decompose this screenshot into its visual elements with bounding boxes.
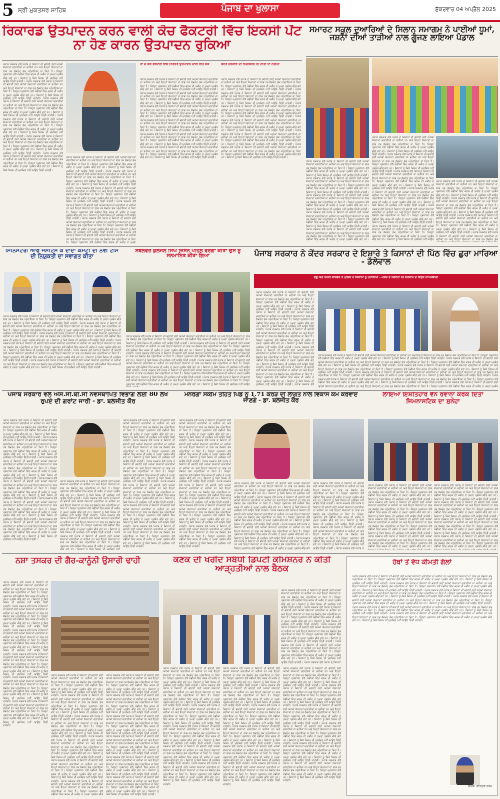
divider [2,246,498,247]
paper-name: ਸ੍ਰੀ ਮੁਕਤਸਰ ਸਾਹਿਬ [18,7,67,14]
body-text: ਪੰਜਾਬ ਸਰਕਾਰ ਵੱਲੋਂ ਪੰਜਾਬ ਦੇ ਕਿਸਾਨਾਂ ਦੀ ਭਲਾਈ ਲਈ ਅਨੇਕਾਂ ਯੋਜਨਾਵਾਂ ਚਲਾਈਆਂ ਜਾ ਰਹੀਆਂ ਹਨ ਅਤੇ ਇਨ੍ਹਾਂ ਯੋਜਨਾਵਾਂ ਦਾ ਲਾਭ ਹਰ ਲੋੜਵੰਦ ਤੱਕ ਪਹੁੰਚਾਇਆ ਜਾ ਰਿਹਾ ਹੈ। ਜ਼ਿਲ੍ਹਾ ਪ੍ਰਸ਼ਾਸਨ ਵੱਲੋਂ ਮੰਡੀਆਂ ਵਿੱਚ ਕਣਕ ਦੀ ਖਰੀਦ ਦੇ ਪੁਖਤਾ ਪ੍ਰਬੰਧ ਕੀਤੇ ਗਏ ਹਨ। ਕਿਸਾਨਾਂ ਨੂੰ ਕਿਸੇ ਕਿਸਮ ਦੀ ਮੁਸ਼ਕਿਲ ਨਹੀਂ ਆਉਣ ਦਿੱਤੀ ਜਾਵੇਗੀ। ਪੰਜਾਬ ਸਰਕਾਰ ਵੱਲੋਂ ਪੰਜਾਬ ਦੇ ਕਿਸਾਨਾਂ ਦੀ ਭਲਾਈ ਲਈ ਅਨੇਕਾਂ ਯੋਜਨਾਵਾਂ ਚਲਾਈਆਂ ਜਾ ਰਹੀਆਂ ਹਨ ਅਤੇ ਇਨ੍ਹਾਂ ਯੋਜਨਾਵਾਂ ਦਾ ਲਾਭ ਹਰ ਲੋੜਵੰਦ ਤੱਕ ਪਹੁੰਚਾਇਆ ਜਾ ਰਿਹਾ ਹੈ। ਜ਼ਿਲ੍ਹਾ ਪ੍ਰਸ਼ਾਸਨ ਵੱਲੋਂ ਮੰਡੀਆਂ ਵਿੱਚ ਕਣਕ ਦੀ ਖਰੀਦ ਦੇ ਪੁਖਤਾ ਪ੍ਰਬੰਧ ਕੀਤੇ ਗਏ ਹਨ। ਕਿਸਾਨਾਂ ਨੂੰ ਕਿਸੇ ਕਿਸਮ ਦੀ ਮੁਸ਼ਕਿਲ ਨਹੀਂ ਆਉਣ ਦਿੱਤੀ ਜਾਵੇਗੀ। ਪੰਜਾਬ ਸਰਕਾਰ ਵੱਲੋਂ ਪੰਜਾਬ ਦੇ ਕਿਸਾਨਾਂ ਦੀ ਭਲਾਈ ਲਈ ਅਨੇਕਾਂ ਯੋਜਨਾਵਾਂ ਚਲਾਈਆਂ ਜਾ ਰਹੀਆਂ ਹਨ ਅਤੇ ਇਨ੍ਹਾਂ ਯੋਜਨਾਵਾਂ ਦਾ ਲਾਭ ਹਰ ਲੋੜਵੰਦ ਤੱਕ ਪਹੁੰਚਾਇਆ ਜਾ ਰਿਹਾ ਹੈ। ਜ਼ਿਲ੍ਹਾ ਪ੍ਰਸ਼ਾਸਨ ਵੱਲੋਂ ਮੰਡੀਆਂ ਵਿੱਚ ਕਣਕ ਦੀ ਖਰੀਦ ਦੇ ਪੁਖਤਾ ਪ੍ਰਬੰਧ ਕੀਤੇ ਗਏ ਹਨ। ਕਿਸਾਨਾਂ ਨੂੰ ਕਿਸੇ ਕਿਸਮ ਦੀ ਮੁਸ਼ਕਿਲ ਨਹੀਂ ਆਉਣ ਦਿੱਤੀ ਜਾਵੇਗੀ। ਪੰਜਾਬ ਸਰਕਾਰ ਵੱਲੋਂ ਪੰਜਾਬ ਦੇ ਕਿਸਾਨਾਂ ਦੀ ਭਲਾਈ ਲਈ ਅਨੇਕਾਂ ਯੋਜਨਾਵਾਂ ਚਲਾਈਆਂ ਜਾ ਰਹੀਆਂ ਹਨ ਅਤੇ ਇਨ੍ਹਾਂ ਯੋਜਨਾਵਾਂ ਦਾ ਲਾਭ ਹਰ ਲੋੜਵੰਦ ਤੱਕ [436,180,498,241]
group-photo [436,136,498,178]
poem-text: ਪੰਜਾਬ ਸਰਕਾਰ ਵੱਲੋਂ ਪੰਜਾਬ ਦੇ ਕਿਸਾਨਾਂ ਦੀ ਭਲਾਈ ਲਈ ਅਨੇਕਾਂ ਯੋਜਨਾਵਾਂ ਚਲਾਈਆਂ ਜਾ ਰਹੀਆਂ ਹਨ ਅਤੇ ਇਨ੍ਹਾਂ ਯੋਜਨਾਵਾਂ ਦਾ ਲਾਭ ਹਰ ਲੋੜਵੰਦ ਤੱਕ ਪਹੁੰਚਾਇਆ ਜਾ ਰਿਹਾ ਹੈ। ਜ਼ਿਲ੍ਹਾ ਪ੍ਰਸ਼ਾਸਨ ਵੱਲੋਂ ਮੰਡੀਆਂ ਵਿੱਚ ਕਣਕ ਦੀ ਖਰੀਦ ਦੇ ਪੁਖਤਾ ਪ੍ਰਬੰਧ ਕੀਤੇ ਗਏ ਹਨ। ਕਿਸਾਨਾਂ ਨੂੰ ਕਿਸੇ ਕਿਸਮ ਦੀ ਮੁਸ਼ਕਿਲ ਨਹੀਂ ਆਉਣ ਦਿੱਤੀ ਜਾਵੇਗੀ। ਪੰਜਾਬ ਸਰਕਾਰ ਵੱਲੋਂ ਪੰਜਾਬ ਦੇ ਕਿਸਾਨਾਂ ਦੀ ਭਲਾਈ ਲਈ ਅਨੇਕਾਂ ਯੋਜਨਾਵਾਂ ਚਲਾਈਆਂ ਜਾ ਰਹੀਆਂ ਹਨ ਅਤੇ ਇਨ੍ਹਾਂ ਯੋਜਨਾਵਾਂ ਦਾ ਲਾਭ ਹਰ ਲੋੜਵੰਦ ਤੱਕ ਪਹੁੰਚਾਇਆ ਜਾ ਰਿਹਾ ਹੈ। ਜ਼ਿਲ੍ਹਾ ਪ੍ਰਸ਼ਾਸਨ ਵੱਲੋਂ ਮੰਡੀਆਂ ਵਿੱਚ ਕਣਕ ਦੀ ਖਰੀਦ ਦੇ ਪੁਖਤਾ ਪ੍ਰਬੰਧ ਕੀਤੇ ਗਏ ਹਨ। ਕਿਸਾਨਾਂ ਨੂੰ ਕਿਸੇ ਕਿਸਮ ਦੀ ਮੁਸ਼ਕਿਲ ਨਹੀਂ ਆਉਣ ਦਿੱਤੀ ਜਾਵੇਗੀ। ਪੰਜਾਬ ਸਰਕਾਰ ਵੱਲੋਂ ਪੰਜਾਬ ਦੇ ਕਿਸਾਨਾਂ ਦੀ ਭਲਾਈ ਲਈ ਅਨੇਕਾਂ ਯੋਜਨਾਵਾਂ ਚਲਾਈਆਂ ਜਾ ਰਹੀਆਂ ਹਨ ਅਤੇ ਇਨ੍ਹਾਂ ਯੋਜਨਾਵਾਂ ਦਾ ਲਾਭ ਹਰ ਲੋੜਵੰਦ ਤੱਕ ਪਹੁੰਚਾਇਆ ਜਾ ਰਿਹਾ ਹੈ। ਜ਼ਿਲ੍ਹਾ ਪ੍ਰਸ਼ਾਸਨ ਵੱਲੋਂ ਮੰਡੀਆਂ ਵਿੱਚ ਕਣਕ ਦੀ ਖਰੀਦ ਦੇ ਪੁਖਤਾ ਪ੍ਰਬੰਧ ਕੀਤੇ ਗਏ ਹਨ। ਕਿਸਾਨਾਂ ਨੂੰ ਕਿਸੇ ਕਿਸਮ ਦੀ ਮੁਸ਼ਕਿਲ ਨਹੀਂ ਆਉਣ ਦਿੱਤੀ ਜਾਵੇਗੀ। ਪੰਜਾਬ ਸਰਕਾਰ ਵੱਲੋਂ ਪੰਜਾਬ ਦੇ ਕਿਸਾਨਾਂ ਦੀ ਭਲਾਈ ਲਈ ਅਨੇਕਾਂ ਯੋਜਨਾਵਾਂ ਚਲਾਈਆਂ ਜਾ ਰਹੀਆਂ ਹਨ ਅਤੇ ਇਨ੍ਹਾਂ ਯੋਜਨਾਵਾਂ ਦਾ ਲਾਭ ਹਰ ਲੋੜਵੰਦ ਤੱਕ ਪਹੁੰਚਾਇਆ ਜਾ ਰਿਹਾ ਹੈ। ਜ਼ਿਲ੍ਹਾ ਪ੍ਰਸ਼ਾਸਨ ਵੱਲੋਂ ਮੰਡੀਆਂ ਵਿੱਚ ਕਣਕ ਦੀ ਖਰੀਦ ਦੇ ਪੁਖਤਾ ਪ੍ਰਬੰਧ ਕੀਤੇ ਗਏ ਹਨ। ਕਿਸਾਨਾਂ ਨੂੰ ਕਿਸੇ ਕਿਸਮ ਦੀ ਮੁਸ਼ਕਿਲ ਨਹੀਂ ਆਉਣ ਦਿੱਤੀ ਜਾਵੇਗੀ। ਪੰਜਾਬ ਸਰਕਾਰ ਵੱਲੋਂ ਪੰਜਾਬ ਦੇ ਕਿਸਾਨਾਂ ਦੀ ਭਲਾਈ ਲਈ ਅਨੇਕਾਂ ਯੋਜਨਾਵਾਂ ਚਲਾਈਆਂ ਜਾ ਰਹੀਆਂ ਹਨ ਅਤੇ ਇਨ੍ਹਾਂ ਯੋਜਨਾਵਾਂ ਦਾ ਲਾਭ ਹਰ ਲੋੜਵੰਦ ਤੱਕ ਪਹੁੰਚਾਇਆ ਜਾ ਰਿਹਾ ਹੈ। ਜ਼ਿਲ੍ਹਾ ਪ੍ਰਸ਼ਾਸਨ ਵੱਲੋਂ ਮੰਡੀਆਂ ਵਿੱਚ ਕਣਕ ਦੀ ਖਰੀਦ ਦੇ ਪੁਖਤਾ ਪ੍ਰਬੰਧ ਕੀਤੇ ਗਏ ਹਨ। ਕਿਸਾਨਾਂ ਨੂੰ ਕਿਸੇ ਕਿਸਮ ਦੀ ਮੁਸ਼ਕਿਲ ਨਹੀਂ ਆਉਣ ਦਿੱਤੀ ਜਾਵੇਗੀ। ਪੰਜਾਬ ਸਰਕਾਰ ਵੱਲੋਂ ਪੰਜਾਬ ਦੇ ਕਿਸਾਨਾਂ ਦੀ ਭਲਾਈ ਲਈ ਅਨੇਕਾਂ ਯੋਜਨਾਵਾਂ ਚਲਾਈਆਂ ਜਾ ਰਹੀਆਂ ਹਨ ਅਤੇ ਇਨ੍ਹਾਂ ਯੋਜਨਾਵਾਂ ਦਾ ਲਾਭ ਹਰ ਲੋੜਵੰਦ ਤੱਕ ਪਹੁੰਚਾਇਆ ਜਾ ਰਿਹਾ ਹੈ। ਜ਼ਿਲ੍ਹਾ ਪ੍ਰਸ਼ਾਸਨ ਵੱਲੋਂ ਮੰਡੀਆਂ ਵਿੱਚ ਕਣਕ ਦੀ ਖਰੀਦ ਦੇ ਪੁਖਤਾ ਪ੍ਰਬੰਧ ਕੀਤੇ ਗਏ ਹਨ। ਕਿਸਾਨਾਂ ਨੂੰ ਕਿਸੇ ਕਿਸਮ ਦੀ ਮੁਸ਼ਕਿਲ ਨਹੀਂ ਆਉਣ ਦਿੱਤੀ ਜਾਵੇਗੀ। [352,575,492,623]
minister-photo [234,419,310,479]
headline-drug-demolition: ਨਸ਼ਾ ਤਸਕਰ ਦੀ ਗੈਰ-ਕਾਨੂੰਨੀ ਉਸਾਰੀ ਢਾਹੀ [15,556,141,565]
page-number: 5 [2,1,14,21]
headline-kuljal-singh: ਸਬੱਲੇਵਰ ਕੁਲਜਲ ਸਿੰਘ ਜਿਸਨੇ ਪਹਿਲੇ ਵਰਗਾਂ ਕੀਤਾ ਉਸ ਨੂੰ ਸਨਮਾਨਿਤ ਕੀਤਾ ਗਿਆ [135,249,241,260]
ceremony-photo [126,272,250,332]
masthead [0,0,500,22]
portrait-photo [44,272,80,312]
divider [306,56,498,57]
divider [2,553,498,554]
subhead-red: ਕੇਂਦਰ ਸਰਕਾਰ ਦੀ ਨਿੱਜੀਕਰਨ ਦੀ ਨੀਤੀ ਦਾ ਨਤੀਜਾ [221,63,280,66]
headline-mgnrega: ਮਨਰੇਗਾ ਸਕੀਮ ਤਹਿਤ ਪਿੰਡ ਨੂੰ 1.71 ਕਰੋੜ ਦੀ ਲਾਗਤ ਨਾਲ ਵਿਕਾਸ ਕੰਮ ਕਰਵਾਏ ਜਾਣਗੇ - ਡਾ. ਬਲਜੀਤ ਕੌਰ [184,392,358,405]
subhead-text: ਸ਼ੰਭੂ ਅਤੇ ਖਨੌਰੀ ਬਾਰਡਰ ਤੋਂ ਪੁਲਿਸ ਨੇ ਕਿਸਾਨਾਂ ਨੂੰ ਹਟਾਇਆ - ਮੋਰਚੇ ਤੋਂ ਕਿਸਾਨਾਂ ਦੀ ਸਰਕਾਰ ਦੇ ਵਿਰੁੱਧ ਨਾਅਰੇਬਾਜ਼ੀ [313,276,439,279]
body-text: ਪੰਜਾਬ ਸਰਕਾਰ ਵੱਲੋਂ ਪੰਜਾਬ ਦੇ ਕਿਸਾਨਾਂ ਦੀ ਭਲਾਈ ਲਈ ਅਨੇਕਾਂ ਯੋਜਨਾਵਾਂ ਚਲਾਈਆਂ ਜਾ ਰਹੀਆਂ ਹਨ ਅਤੇ ਇਨ੍ਹਾਂ ਯੋਜਨਾਵਾਂ ਦਾ ਲਾਭ ਹਰ ਲੋੜਵੰਦ ਤੱਕ ਪਹੁੰਚਾਇਆ ਜਾ ਰਿਹਾ ਹੈ। ਜ਼ਿਲ੍ਹਾ ਪ੍ਰਸ਼ਾਸਨ ਵੱਲੋਂ ਮੰਡੀਆਂ ਵਿੱਚ ਕਣਕ ਦੀ ਖਰੀਦ ਦੇ ਪੁਖਤਾ ਪ੍ਰਬੰਧ ਕੀਤੇ ਗਏ ਹਨ। ਕਿਸਾਨਾਂ ਨੂੰ ਕਿਸੇ ਕਿਸਮ ਦੀ ਮੁਸ਼ਕਿਲ ਨਹੀਂ ਆਉਣ ਦਿੱਤੀ ਜਾਵੇਗੀ। ਪੰਜਾਬ ਸਰਕਾਰ ਵੱਲੋਂ ਪੰਜਾਬ ਦੇ ਕਿਸਾਨਾਂ ਦੀ ਭਲਾਈ ਲਈ ਅਨੇਕਾਂ ਯੋਜਨਾਵਾਂ ਚਲਾਈਆਂ ਜਾ ਰਹੀਆਂ ਹਨ ਅਤੇ ਇਨ੍ਹਾਂ ਯੋਜਨਾਵਾਂ ਦਾ ਲਾਭ ਹਰ ਲੋੜਵੰਦ ਤੱਕ ਪਹੁੰਚਾਇਆ ਜਾ ਰਿਹਾ ਹੈ। ਜ਼ਿਲ੍ਹਾ ਪ੍ਰਸ਼ਾਸਨ ਵੱਲੋਂ ਮੰਡੀਆਂ ਵਿੱਚ ਕਣਕ ਦੀ ਖਰੀਦ ਦੇ ਪੁਖਤਾ ਪ੍ਰਬੰਧ ਕੀਤੇ ਗਏ ਹਨ। ਕਿਸਾਨਾਂ ਨੂੰ ਕਿਸੇ ਕਿਸਮ ਦੀ ਮੁਸ਼ਕਿਲ ਨਹੀਂ ਆਉਣ ਦਿੱਤੀ ਜਾਵੇਗੀ। ਪੰਜਾਬ ਸਰਕਾਰ ਵੱਲੋਂ ਪੰਜਾਬ ਦੇ ਕਿਸਾਨਾਂ ਦੀ ਭਲਾਈ ਲਈ ਅਨੇਕਾਂ ਯੋਜਨਾਵਾਂ ਚਲਾਈਆਂ ਜਾ ਰਹੀਆਂ ਹਨ ਅਤੇ ਇਨ੍ਹਾਂ ਯੋਜਨਾਵਾਂ ਦਾ ਲਾਭ ਹਰ ਲੋੜਵੰਦ ਤੱਕ ਪਹੁੰਚਾਇਆ ਜਾ ਰਿਹਾ ਹੈ। ਜ਼ਿਲ੍ਹਾ ਪ੍ਰਸ਼ਾਸਨ ਵੱਲੋਂ ਮੰਡੀਆਂ ਵਿੱਚ ਕਣਕ ਦੀ ਖਰੀਦ ਦੇ ਪੁਖਤਾ ਪ੍ਰਬੰਧ ਕੀਤੇ ਗਏ ਹਨ। ਕਿਸਾਨਾਂ ਨੂੰ ਕਿਸੇ ਕਿਸਮ ਦੀ ਮੁਸ਼ਕਿਲ ਨਹੀਂ ਆਉਣ ਦਿੱਤੀ ਜਾਵੇਗੀ। ਪੰਜਾਬ ਸਰਕਾਰ ਵੱਲੋਂ ਪੰਜਾਬ ਦੇ ਕਿਸਾਨਾਂ ਦੀ ਭਲਾਈ ਲਈ ਅਨੇਕਾਂ ਯੋਜਨਾਵਾਂ ਚਲਾਈਆਂ ਜਾ ਰਹੀਆਂ ਹਨ ਅਤੇ ਇਨ੍ਹਾਂ ਯੋਜਨਾਵਾਂ ਦਾ ਲਾਭ ਹਰ ਲੋੜਵੰਦ ਤੱਕ ਪਹੁੰਚਾਇਆ ਜਾ ਰਿਹਾ ਹੈ। ਜ਼ਿਲ੍ਹਾ ਪ੍ਰਸ਼ਾਸਨ ਵੱਲੋਂ ਮੰਡੀਆਂ ਵਿੱਚ ਕਣਕ ਦੀ ਖਰੀਦ ਦੇ ਪੁਖਤਾ ਪ੍ਰਬੰਧ ਕੀਤੇ ਗਏ ਹਨ। ਕਿਸਾਨਾਂ ਨੂੰ ਕਿਸੇ ਕਿਸਮ ਦੀ ਮੁਸ਼ਕਿਲ ਨਹੀਂ ਆਉਣ ਦਿੱਤੀ ਜਾਵੇਗੀ। ਪੰਜਾਬ ਸਰਕਾਰ ਵੱਲੋਂ ਪੰਜਾਬ ਦੇ ਕਿਸਾਨਾਂ ਦੀ ਭਲਾਈ ਲਈ ਅਨੇਕਾਂ ਯੋਜਨਾਵਾਂ ਚਲਾਈਆਂ ਜਾ ਰਹੀਆਂ ਹਨ ਅਤੇ ਇਨ੍ਹਾਂ ਯੋਜਨਾਵਾਂ ਦਾ ਲਾਭ ਹਰ ਲੋੜਵੰਦ ਤੱਕ ਪਹੁੰਚਾਇਆ ਜਾ ਰਿਹਾ ਹੈ। ਜ਼ਿਲ੍ਹਾ ਪ੍ਰਸ਼ਾਸਨ ਵੱਲੋਂ ਮੰਡੀਆਂ ਵਿੱਚ ਕਣਕ ਦੀ ਖਰੀਦ ਦੇ ਪੁਖਤਾ ਪ੍ਰਬੰਧ ਕੀਤੇ ਗਏ ਹਨ। ਕਿਸਾਨਾਂ ਨੂੰ ਕਿਸੇ ਕਿਸਮ ਦੀ ਮੁਸ਼ਕਿਲ ਨਹੀਂ ਆਉਣ ਦਿੱਤੀ ਜਾਵੇਗੀ। ਪੰਜਾਬ ਸਰਕਾਰ ਵੱਲੋਂ ਪੰਜਾਬ ਦੇ ਕਿਸਾਨਾਂ ਦੀ ਭਲਾਈ ਲਈ ਅਨੇਕਾਂ ਯੋਜਨਾਵਾਂ ਚਲਾਈਆਂ ਜਾ ਰਹੀਆਂ ਹਨ ਅਤੇ ਇਨ੍ਹਾਂ ਯੋਜਨਾਵਾਂ ਦਾ ਲਾਭ ਹਰ ਲੋੜਵੰਦ ਤੱਕ ਪਹੁੰਚਾਇਆ ਜਾ ਰਿਹਾ ਹੈ। ਜ਼ਿਲ੍ਹਾ ਪ੍ਰਸ਼ਾਸਨ ਵੱਲੋਂ ਮੰਡੀਆਂ ਵਿੱਚ ਕਣਕ ਦੀ ਖਰੀਦ ਦੇ ਪੁਖਤਾ ਪ੍ਰਬੰਧ ਕੀਤੇ ਗਏ ਹਨ। ਕਿਸਾਨਾਂ ਨੂੰ ਕਿਸੇ ਕਿਸਮ ਦੀ ਮੁਸ਼ਕਿਲ ਨਹੀਂ ਆਉਣ ਦਿੱਤੀ ਜਾਵੇਗੀ। [163,667,220,786]
divider [2,390,498,391]
headline-gymnastics: ਲਾਇਆ ਇਸ਼ਤਿਹਾਰ ਵੈਨ ਰਵਾਨਾ ਕਰਕੇ ਦਿੱਤਾ ਜਿਮਨਾਸਟਿਕ ਦਾ ਸੁਨੇਹਾ [382,392,484,405]
body-text: ਪੰਜਾਬ ਸਰਕਾਰ ਵੱਲੋਂ ਪੰਜਾਬ ਦੇ ਕਿਸਾਨਾਂ ਦੀ ਭਲਾਈ ਲਈ ਅਨੇਕਾਂ ਯੋਜਨਾਵਾਂ ਚਲਾਈਆਂ ਜਾ ਰਹੀਆਂ ਹਨ ਅਤੇ ਇਨ੍ਹਾਂ ਯੋਜਨਾਵਾਂ ਦਾ ਲਾਭ ਹਰ ਲੋੜਵੰਦ ਤੱਕ ਪਹੁੰਚਾਇਆ ਜਾ ਰਿਹਾ ਹੈ। ਜ਼ਿਲ੍ਹਾ ਪ੍ਰਸ਼ਾਸਨ ਵੱਲੋਂ ਮੰਡੀਆਂ ਵਿੱਚ ਕਣਕ ਦੀ ਖਰੀਦ ਦੇ ਪੁਖਤਾ ਪ੍ਰਬੰਧ ਕੀਤੇ ਗਏ ਹਨ। ਕਿਸਾਨਾਂ ਨੂੰ ਕਿਸੇ ਕਿਸਮ ਦੀ ਮੁਸ਼ਕਿਲ ਨਹੀਂ ਆਉਣ ਦਿੱਤੀ ਜਾਵੇਗੀ। ਪੰਜਾਬ ਸਰਕਾਰ ਵੱਲੋਂ ਪੰਜਾਬ ਦੇ ਕਿਸਾਨਾਂ ਦੀ ਭਲਾਈ ਲਈ ਅਨੇਕਾਂ ਯੋਜਨਾਵਾਂ ਚਲਾਈਆਂ ਜਾ ਰਹੀਆਂ ਹਨ ਅਤੇ ਇਨ੍ਹਾਂ ਯੋਜਨਾਵਾਂ ਦਾ ਲਾਭ ਹਰ ਲੋੜਵੰਦ ਤੱਕ ਪਹੁੰਚਾਇਆ ਜਾ ਰਿਹਾ ਹੈ। ਜ਼ਿਲ੍ਹਾ ਪ੍ਰਸ਼ਾਸਨ ਵੱਲੋਂ ਮੰਡੀਆਂ ਵਿੱਚ ਕਣਕ ਦੀ ਖਰੀਦ ਦੇ ਪੁਖਤਾ ਪ੍ਰਬੰਧ ਕੀਤੇ ਗਏ ਹਨ। ਕਿਸਾਨਾਂ ਨੂੰ ਕਿਸੇ ਕਿਸਮ ਦੀ ਮੁਸ਼ਕਿਲ ਨਹੀਂ ਆਉਣ ਦਿੱਤੀ ਜਾਵੇਗੀ। ਪੰਜਾਬ ਸਰਕਾਰ ਵੱਲੋਂ ਪੰਜਾਬ ਦੇ ਕਿਸਾਨਾਂ ਦੀ ਭਲਾਈ ਲਈ ਅਨੇਕਾਂ ਯੋਜਨਾਵਾਂ ਚਲਾਈਆਂ ਜਾ ਰਹੀਆਂ ਹਨ ਅਤੇ ਇਨ੍ਹਾਂ ਯੋਜਨਾਵਾਂ ਦਾ ਲਾਭ ਹਰ ਲੋੜਵੰਦ ਤੱਕ ਪਹੁੰਚਾਇਆ ਜਾ ਰਿਹਾ ਹੈ। ਜ਼ਿਲ੍ਹਾ ਪ੍ਰਸ਼ਾਸਨ ਵੱਲੋਂ ਮੰਡੀਆਂ ਵਿੱਚ ਕਣਕ ਦੀ ਖਰੀਦ ਦੇ ਪੁਖਤਾ ਪ੍ਰਬੰਧ ਕੀਤੇ ਗਏ ਹਨ। ਕਿਸਾਨਾਂ ਨੂੰ ਕਿਸੇ ਕਿਸਮ ਦੀ ਮੁਸ਼ਕਿਲ ਨਹੀਂ ਆਉਣ ਦਿੱਤੀ ਜਾਵੇਗੀ। ਪੰਜਾਬ ਸਰਕਾਰ ਵੱਲੋਂ ਪੰਜਾਬ ਦੇ ਕਿਸਾਨਾਂ ਦੀ ਭਲਾਈ ਲਈ ਅਨੇਕਾਂ ਯੋਜਨਾਵਾਂ ਚਲਾਈਆਂ ਜਾ ਰਹੀਆਂ ਹਨ ਅਤੇ ਇਨ੍ਹਾਂ ਯੋਜਨਾਵਾਂ ਦਾ ਲਾਭ ਹਰ ਲੋੜਵੰਦ ਤੱਕ ਪਹੁੰਚਾਇਆ ਜਾ ਰਿਹਾ ਹੈ। ਜ਼ਿਲ੍ਹਾ ਪ੍ਰਸ਼ਾਸਨ ਵੱਲੋਂ ਮੰਡੀਆਂ ਵਿੱਚ ਕਣਕ ਦੀ ਖਰੀਦ ਦੇ ਪੁਖਤਾ ਪ੍ਰਬੰਧ ਕੀਤੇ ਗਏ ਹਨ। [434,484,498,549]
demolition-photo [51,581,159,671]
body-text: ਪੰਜਾਬ ਸਰਕਾਰ ਵੱਲੋਂ ਪੰਜਾਬ ਦੇ ਕਿਸਾਨਾਂ ਦੀ ਭਲਾਈ ਲਈ ਅਨੇਕਾਂ ਯੋਜਨਾਵਾਂ ਚਲਾਈਆਂ ਜਾ ਰਹੀਆਂ ਹਨ ਅਤੇ ਇਨ੍ਹਾਂ ਯੋਜਨਾਵਾਂ ਦਾ ਲਾਭ ਹਰ ਲੋੜਵੰਦ ਤੱਕ ਪਹੁੰਚਾਇਆ ਜਾ ਰਿਹਾ ਹੈ। ਜ਼ਿਲ੍ਹਾ ਪ੍ਰਸ਼ਾਸਨ ਵੱਲੋਂ ਮੰਡੀਆਂ ਵਿੱਚ ਕਣਕ ਦੀ ਖਰੀਦ ਦੇ ਪੁਖਤਾ ਪ੍ਰਬੰਧ ਕੀਤੇ ਗਏ ਹਨ। ਕਿਸਾਨਾਂ ਨੂੰ ਕਿਸੇ ਕਿਸਮ ਦੀ ਮੁਸ਼ਕਿਲ ਨਹੀਂ ਆਉਣ ਦਿੱਤੀ ਜਾਵੇਗੀ। ਪੰਜਾਬ ਸਰਕਾਰ ਵੱਲੋਂ ਪੰਜਾਬ ਦੇ ਕਿਸਾਨਾਂ ਦੀ ਭਲਾਈ ਲਈ ਅਨੇਕਾਂ ਯੋਜਨਾਵਾਂ ਚਲਾਈਆਂ ਜਾ ਰਹੀਆਂ ਹਨ ਅਤੇ ਇਨ੍ਹਾਂ ਯੋਜਨਾਵਾਂ ਦਾ ਲਾਭ ਹਰ ਲੋੜਵੰਦ ਤੱਕ ਪਹੁੰਚਾਇਆ ਜਾ ਰਿਹਾ ਹੈ। ਜ਼ਿਲ੍ਹਾ ਪ੍ਰਸ਼ਾਸਨ ਵੱਲੋਂ ਮੰਡੀਆਂ ਵਿੱਚ ਕਣਕ ਦੀ ਖਰੀਦ ਦੇ ਪੁਖਤਾ ਪ੍ਰਬੰਧ ਕੀਤੇ ਗਏ ਹਨ। ਕਿਸਾਨਾਂ ਨੂੰ ਕਿਸੇ ਕਿਸਮ ਦੀ ਮੁਸ਼ਕਿਲ ਨਹੀਂ ਆਉਣ ਦਿੱਤੀ ਜਾਵੇਗੀ। ਪੰਜਾਬ ਸਰਕਾਰ ਵੱਲੋਂ ਪੰਜਾਬ ਦੇ ਕਿਸਾਨਾਂ ਦੀ ਭਲਾਈ ਲਈ ਅਨੇਕਾਂ ਯੋਜਨਾਵਾਂ ਚਲਾਈਆਂ ਜਾ ਰਹੀਆਂ ਹਨ ਅਤੇ ਇਨ੍ਹਾਂ ਯੋਜਨਾਵਾਂ ਦਾ ਲਾਭ ਹਰ ਲੋੜਵੰਦ ਤੱਕ ਪਹੁੰਚਾਇਆ ਜਾ ਰਿਹਾ ਹੈ। ਜ਼ਿਲ੍ਹਾ ਪ੍ਰਸ਼ਾਸਨ ਵੱਲੋਂ ਮੰਡੀਆਂ ਵਿੱਚ ਕਣਕ ਦੀ ਖਰੀਦ ਦੇ ਪੁਖਤਾ ਪ੍ਰਬੰਧ ਕੀਤੇ ਗਏ ਹਨ। ਕਿਸਾਨਾਂ ਨੂੰ ਕਿਸੇ ਕਿਸਮ ਦੀ ਮੁਸ਼ਕਿਲ ਨਹੀਂ ਆਉਣ ਦਿੱਤੀ ਜਾਵੇਗੀ। ਪੰਜਾਬ ਸਰਕਾਰ ਵੱਲੋਂ ਪੰਜਾਬ ਦੇ ਕਿਸਾਨਾਂ ਦੀ ਭਲਾਈ ਲਈ ਅਨੇਕਾਂ ਯੋਜਨਾਵਾਂ ਚਲਾਈਆਂ ਜਾ ਰਹੀਆਂ ਹਨ ਅਤੇ ਇਨ੍ਹਾਂ ਯੋਜਨਾਵਾਂ ਦਾ ਲਾਭ ਹਰ ਲੋੜਵੰਦ ਤੱਕ ਪਹੁੰਚਾਇਆ ਜਾ ਰਿਹਾ ਹੈ। ਜ਼ਿਲ੍ਹਾ ਪ੍ਰਸ਼ਾਸਨ ਵੱਲੋਂ ਮੰਡੀਆਂ ਵਿੱਚ ਕਣਕ ਦੀ ਖਰੀਦ ਦੇ ਪੁਖਤਾ ਪ੍ਰਬੰਧ ਕੀਤੇ ਗਏ ਹਨ। ਕਿਸਾਨਾਂ ਨੂੰ ਕਿਸੇ ਕਿਸਮ ਦੀ ਮੁਸ਼ਕਿਲ ਨਹੀਂ ਆਉਣ ਦਿੱਤੀ ਜਾਵੇਗੀ। ਪੰਜਾਬ ਸਰਕਾਰ ਵੱਲੋਂ ਪੰਜਾਬ ਦੇ ਕਿਸਾਨਾਂ ਦੀ ਭਲਾਈ ਲਈ ਅਨੇਕਾਂ ਯੋਜਨਾਵਾਂ ਚਲਾਈਆਂ ਜਾ ਰਹੀਆਂ ਹਨ ਅਤੇ ਇਨ੍ਹਾਂ ਯੋਜਨਾਵਾਂ ਦਾ ਲਾਭ ਹਰ ਲੋੜਵੰਦ ਤੱਕ ਪਹੁੰਚਾਇਆ ਜਾ ਰਿਹਾ ਹੈ। ਜ਼ਿਲ੍ਹਾ ਪ੍ਰਸ਼ਾਸਨ ਵੱਲੋਂ ਮੰਡੀਆਂ ਵਿੱਚ ਕਣਕ ਦੀ ਖਰੀਦ ਦੇ ਪੁਖਤਾ ਪ੍ਰਬੰਧ ਕੀਤੇ ਗਏ ਹਨ। ਕਿਸਾਨਾਂ ਨੂੰ ਕਿਸੇ ਕਿਸਮ ਦੀ ਮੁਸ਼ਕਿਲ ਨਹੀਂ ਆਉਣ ਦਿੱਤੀ ਜਾਵੇਗੀ। ਪੰਜਾਬ ਸਰਕਾਰ ਵੱਲੋਂ ਪੰਜਾਬ ਦੇ ਕਿਸਾਨਾਂ ਦੀ ਭਲਾਈ ਲਈ ਅਨੇਕਾਂ ਯੋਜਨਾਵਾਂ ਚਲਾਈਆਂ ਜਾ ਰਹੀਆਂ ਹਨ ਅਤੇ ਇਨ੍ਹਾਂ ਯੋਜਨਾਵਾਂ ਦਾ ਲਾਭ ਹਰ ਲੋੜਵੰਦ ਤੱਕ ਪਹੁੰਚਾਇਆ ਜਾ ਰਿਹਾ ਹੈ। ਜ਼ਿਲ੍ਹਾ ਪ੍ਰਸ਼ਾਸਨ ਵੱਲੋਂ ਮੰਡੀਆਂ ਵਿੱਚ ਕਣਕ ਦੀ ਖਰੀਦ ਦੇ ਪੁਖਤਾ ਪ੍ਰਬੰਧ ਕੀਤੇ ਗਏ ਹਨ। ਕਿਸਾਨਾਂ ਨੂੰ ਕਿਸੇ ਕਿਸਮ ਦੀ ਮੁਸ਼ਕਿਲ ਨਹੀਂ ਆਉਣ ਦਿੱਤੀ ਜਾਵੇਗੀ। [283,667,341,783]
body-text: ਪੰਜਾਬ ਸਰਕਾਰ ਵੱਲੋਂ ਪੰਜਾਬ ਦੇ ਕਿਸਾਨਾਂ ਦੀ ਭਲਾਈ ਲਈ ਅਨੇਕਾਂ ਯੋਜਨਾਵਾਂ ਚਲਾਈਆਂ ਜਾ ਰਹੀਆਂ ਹਨ ਅਤੇ ਇਨ੍ਹਾਂ ਯੋਜਨਾਵਾਂ ਦਾ ਲਾਭ ਹਰ ਲੋੜਵੰਦ ਤੱਕ ਪਹੁੰਚਾਇਆ ਜਾ ਰਿਹਾ ਹੈ। ਜ਼ਿਲ੍ਹਾ ਪ੍ਰਸ਼ਾਸਨ ਵੱਲੋਂ ਮੰਡੀਆਂ ਵਿੱਚ ਕਣਕ ਦੀ ਖਰੀਦ ਦੇ ਪੁਖਤਾ ਪ੍ਰਬੰਧ ਕੀਤੇ ਗਏ ਹਨ। ਕਿਸਾਨਾਂ ਨੂੰ ਕਿਸੇ ਕਿਸਮ ਦੀ ਮੁਸ਼ਕਿਲ ਨਹੀਂ ਆਉਣ ਦਿੱਤੀ ਜਾਵੇਗੀ। ਪੰਜਾਬ ਸਰਕਾਰ ਵੱਲੋਂ ਪੰਜਾਬ ਦੇ ਕਿਸਾਨਾਂ ਦੀ ਭਲਾਈ ਲਈ ਅਨੇਕਾਂ ਯੋਜਨਾਵਾਂ ਚਲਾਈਆਂ ਜਾ ਰਹੀਆਂ ਹਨ ਅਤੇ ਇਨ੍ਹਾਂ ਯੋਜਨਾਵਾਂ ਦਾ ਲਾਭ ਹਰ ਲੋੜਵੰਦ ਤੱਕ ਪਹੁੰਚਾਇਆ ਜਾ ਰਿਹਾ ਹੈ। ਜ਼ਿਲ੍ਹਾ ਪ੍ਰਸ਼ਾਸਨ ਵੱਲੋਂ ਮੰਡੀਆਂ ਵਿੱਚ ਕਣਕ ਦੀ ਖਰੀਦ ਦੇ ਪੁਖਤਾ ਪ੍ਰਬੰਧ ਕੀਤੇ ਗਏ ਹਨ। ਕਿਸਾਨਾਂ ਨੂੰ ਕਿਸੇ ਕਿਸਮ ਦੀ ਮੁਸ਼ਕਿਲ ਨਹੀਂ ਆਉਣ ਦਿੱਤੀ ਜਾਵੇਗੀ। ਪੰਜਾਬ ਸਰਕਾਰ ਵੱਲੋਂ ਪੰਜਾਬ ਦੇ ਕਿਸਾਨਾਂ ਦੀ ਭਲਾਈ ਲਈ ਅਨੇਕਾਂ ਯੋਜਨਾਵਾਂ ਚਲਾਈਆਂ ਜਾ ਰਹੀਆਂ ਹਨ ਅਤੇ ਇਨ੍ਹਾਂ ਯੋਜਨਾਵਾਂ ਦਾ ਲਾਭ ਹਰ ਲੋੜਵੰਦ ਤੱਕ ਪਹੁੰਚਾਇਆ ਜਾ ਰਿਹਾ ਹੈ। ਜ਼ਿਲ੍ਹਾ ਪ੍ਰਸ਼ਾਸਨ ਵੱਲੋਂ ਮੰਡੀਆਂ ਵਿੱਚ ਕਣਕ ਦੀ ਖਰੀਦ ਦੇ ਪੁਖਤਾ ਪ੍ਰਬੰਧ ਕੀਤੇ ਗਏ ਹਨ। ਕਿਸਾਨਾਂ ਨੂੰ ਕਿਸੇ ਕਿਸਮ ਦੀ ਮੁਸ਼ਕਿਲ ਨਹੀਂ ਆਉਣ ਦਿੱਤੀ ਜਾਵੇਗੀ। ਪੰਜਾਬ ਸਰਕਾਰ ਵੱਲੋਂ ਪੰਜਾਬ ਦੇ ਕਿਸਾਨਾਂ ਦੀ ਭਲਾਈ ਲਈ ਅਨੇਕਾਂ ਯੋਜਨਾਵਾਂ ਚਲਾਈਆਂ ਜਾ ਰਹੀਆਂ ਹਨ ਅਤੇ ਇਨ੍ਹਾਂ ਯੋਜਨਾਵਾਂ ਦਾ ਲਾਭ ਹਰ ਲੋੜਵੰਦ ਤੱਕ ਪਹੁੰਚਾਇਆ ਜਾ ਰਿਹਾ ਹੈ। ਜ਼ਿਲ੍ਹਾ ਪ੍ਰਸ਼ਾਸਨ ਵੱਲੋਂ ਮੰਡੀਆਂ ਵਿੱਚ ਕਣਕ ਦੀ ਖਰੀਦ ਦੇ ਪੁਖਤਾ ਪ੍ਰਬੰਧ ਕੀਤੇ ਗਏ ਹਨ। ਕਿਸਾਨਾਂ ਨੂੰ ਕਿਸੇ ਕਿਸਮ ਦੀ ਮੁਸ਼ਕਿਲ ਨਹੀਂ ਆਉਣ ਦਿੱਤੀ ਜਾਵੇਗੀ। ਪੰਜਾਬ ਸਰਕਾਰ ਵੱਲੋਂ ਪੰਜਾਬ ਦੇ ਕਿਸਾਨਾਂ ਦੀ ਭਲਾਈ ਲਈ ਅਨੇਕਾਂ ਯੋਜਨਾਵਾਂ ਚਲਾਈਆਂ ਜਾ ਰਹੀਆਂ ਹਨ ਅਤੇ ਇਨ੍ਹਾਂ ਯੋਜਨਾਵਾਂ ਦਾ ਲਾਭ ਹਰ ਲੋੜਵੰਦ ਤੱਕ ਪਹੁੰਚਾਇਆ ਜਾ ਰਿਹਾ ਹੈ। ਜ਼ਿਲ੍ਹਾ ਪ੍ਰਸ਼ਾਸਨ ਵੱਲੋਂ ਮੰਡੀਆਂ ਵਿੱਚ ਕਣਕ ਦੀ ਖਰੀਦ ਦੇ ਪੁਖਤਾ ਪ੍ਰਬੰਧ ਕੀਤੇ ਗਏ [234,482,310,550]
body-text: ਪੰਜਾਬ ਸਰਕਾਰ ਵੱਲੋਂ ਪੰਜਾਬ ਦੇ ਕਿਸਾਨਾਂ ਦੀ ਭਲਾਈ ਲਈ ਅਨੇਕਾਂ ਯੋਜਨਾਵਾਂ ਚਲਾਈਆਂ ਜਾ ਰਹੀਆਂ ਹਨ ਅਤੇ ਇਨ੍ਹਾਂ ਯੋਜਨਾਵਾਂ ਦਾ ਲਾਭ ਹਰ ਲੋੜਵੰਦ ਤੱਕ ਪਹੁੰਚਾਇਆ ਜਾ ਰਿਹਾ ਹੈ। ਜ਼ਿਲ੍ਹਾ ਪ੍ਰਸ਼ਾਸਨ ਵੱਲੋਂ ਮੰਡੀਆਂ ਵਿੱਚ ਕਣਕ ਦੀ ਖਰੀਦ ਦੇ ਪੁਖਤਾ ਪ੍ਰਬੰਧ ਕੀਤੇ ਗਏ ਹਨ। ਕਿਸਾਨਾਂ ਨੂੰ ਕਿਸੇ ਕਿਸਮ ਦੀ ਮੁਸ਼ਕਿਲ ਨਹੀਂ ਆਉਣ ਦਿੱਤੀ ਜਾਵੇਗੀ। ਪੰਜਾਬ ਸਰਕਾਰ ਵੱਲੋਂ ਪੰਜਾਬ ਦੇ ਕਿਸਾਨਾਂ ਦੀ ਭਲਾਈ ਲਈ ਅਨੇਕਾਂ ਯੋਜਨਾਵਾਂ ਚਲਾਈਆਂ ਜਾ ਰਹੀਆਂ ਹਨ ਅਤੇ ਇਨ੍ਹਾਂ ਯੋਜਨਾਵਾਂ ਦਾ ਲਾਭ ਹਰ ਲੋੜਵੰਦ ਤੱਕ ਪਹੁੰਚਾਇਆ ਜਾ ਰਿਹਾ ਹੈ। ਜ਼ਿਲ੍ਹਾ ਪ੍ਰਸ਼ਾਸਨ ਵੱਲੋਂ ਮੰਡੀਆਂ ਵਿੱਚ ਕਣਕ ਦੀ ਖਰੀਦ ਦੇ ਪੁਖਤਾ ਪ੍ਰਬੰਧ ਕੀਤੇ ਗਏ ਹਨ। ਕਿਸਾਨਾਂ ਨੂੰ ਕਿਸੇ ਕਿਸਮ ਦੀ ਮੁਸ਼ਕਿਲ ਨਹੀਂ ਆਉਣ ਦਿੱਤੀ ਜਾਵੇਗੀ। ਪੰਜਾਬ ਸਰਕਾਰ ਵੱਲੋਂ ਪੰਜਾਬ ਦੇ ਕਿਸਾਨਾਂ ਦੀ ਭਲਾਈ ਲਈ ਅਨੇਕਾਂ ਯੋਜਨਾਵਾਂ ਚਲਾਈਆਂ ਜਾ ਰਹੀਆਂ ਹਨ ਅਤੇ ਇਨ੍ਹਾਂ ਯੋਜਨਾਵਾਂ ਦਾ ਲਾਭ ਹਰ ਲੋੜਵੰਦ ਤੱਕ ਪਹੁੰਚਾਇਆ ਜਾ ਰਿਹਾ ਹੈ। ਜ਼ਿਲ੍ਹਾ ਪ੍ਰਸ਼ਾਸਨ ਵੱਲੋਂ ਮੰਡੀਆਂ ਵਿੱਚ ਕਣਕ ਦੀ ਖਰੀਦ ਦੇ ਪੁਖਤਾ ਪ੍ਰਬੰਧ ਕੀਤੇ ਗਏ ਹਨ। ਕਿਸਾਨਾਂ ਨੂੰ ਕਿਸੇ ਕਿਸਮ ਦੀ ਮੁਸ਼ਕਿਲ ਨਹੀਂ ਆਉਣ ਦਿੱਤੀ ਜਾਵੇਗੀ। ਪੰਜਾਬ ਸਰਕਾਰ ਵੱਲੋਂ ਪੰਜਾਬ ਦੇ ਕਿਸਾਨਾਂ ਦੀ ਭਲਾਈ ਲਈ ਅਨੇਕਾਂ ਯੋਜਨਾਵਾਂ ਚਲਾਈਆਂ ਜਾ ਰਹੀਆਂ ਹਨ ਅਤੇ ਇਨ੍ਹਾਂ ਯੋਜਨਾਵਾਂ ਦਾ ਲਾਭ ਹਰ ਲੋੜਵੰਦ ਤੱਕ ਪਹੁੰਚਾਇਆ ਜਾ ਰਿਹਾ ਹੈ। ਜ਼ਿਲ੍ਹਾ ਪ੍ਰਸ਼ਾਸਨ ਵੱਲੋਂ ਮੰਡੀਆਂ ਵਿੱਚ ਕਣਕ ਦੀ ਖਰੀਦ ਦੇ ਪੁਖਤਾ ਪ੍ਰਬੰਧ ਕੀਤੇ ਗਏ ਹਨ। ਕਿਸਾਨਾਂ ਨੂੰ ਕਿਸੇ ਕਿਸਮ ਦੀ ਮੁਸ਼ਕਿਲ ਨਹੀਂ ਆਉਣ ਦਿੱਤੀ ਜਾਵੇਗੀ। ਪੰਜਾਬ ਸਰਕਾਰ ਵੱਲੋਂ ਪੰਜਾਬ ਦੇ ਕਿਸਾਨਾਂ ਦੀ ਭਲਾਈ ਲਈ ਅਨੇਕਾਂ ਯੋਜਨਾਵਾਂ ਚਲਾਈਆਂ ਜਾ ਰਹੀਆਂ ਹਨ ਅਤੇ ਇਨ੍ਹਾਂ ਯੋਜਨਾਵਾਂ ਦਾ ਲਾਭ ਹਰ ਲੋੜਵੰਦ ਤੱਕ ਪਹੁੰਚਾਇਆ ਜਾ ਰਿਹਾ ਹੈ। ਜ਼ਿਲ੍ਹਾ ਪ੍ਰਸ਼ਾਸਨ ਵੱਲੋਂ ਮੰਡੀਆਂ ਵਿੱਚ ਕਣਕ ਦੀ ਖਰੀਦ ਦੇ ਪੁਖਤਾ ਪ੍ਰਬੰਧ ਕੀਤੇ ਗਏ ਹਨ। ਕਿਸਾਨਾਂ ਨੂੰ ਕਿਸੇ ਕਿਸਮ ਦੀ ਮੁਸ਼ਕਿਲ ਨਹੀਂ ਆਉਣ ਦਿੱਤੀ ਜਾਵੇਗੀ। ਪੰਜਾਬ ਸਰਕਾਰ ਵੱਲੋਂ ਪੰਜਾਬ ਦੇ ਕਿਸਾਨਾਂ ਦੀ ਭਲਾਈ ਲਈ ਅਨੇਕਾਂ ਯੋਜਨਾਵਾਂ ਚਲਾਈਆਂ ਜਾ ਰਹੀਆਂ ਹਨ ਅਤੇ ਇਨ੍ਹਾਂ ਯੋਜਨਾਵਾਂ ਦਾ ਲਾਭ ਹਰ ਲੋੜਵੰਦ ਤੱਕ ਪਹੁੰਚਾਇਆ ਜਾ ਰਿਹਾ ਹੈ। ਜ਼ਿਲ੍ਹਾ ਪ੍ਰਸ਼ਾਸਨ ਵੱਲੋਂ ਮੰਡੀਆਂ ਵਿੱਚ ਕਣਕ ਦੀ ਖਰੀਦ ਦੇ ਪੁਖਤਾ ਪ੍ਰਬੰਧ ਕੀਤੇ ਗਏ ਹਨ। ਕਿਸਾਨਾਂ ਨੂੰ ਕਿਸੇ ਕਿਸਮ ਦੀ ਮੁਸ਼ਕਿਲ ਨਹੀਂ ਆਉਣ ਦਿੱਤੀ ਜਾਵੇਗੀ। [223,667,280,786]
body-text: ਪੰਜਾਬ ਸਰਕਾਰ ਵੱਲੋਂ ਪੰਜਾਬ ਦੇ ਕਿਸਾਨਾਂ ਦੀ ਭਲਾਈ ਲਈ ਅਨੇਕਾਂ ਯੋਜਨਾਵਾਂ ਚਲਾਈਆਂ ਜਾ ਰਹੀਆਂ ਹਨ ਅਤੇ ਇਨ੍ਹਾਂ ਯੋਜਨਾਵਾਂ ਦਾ ਲਾਭ ਹਰ ਲੋੜਵੰਦ ਤੱਕ ਪਹੁੰਚਾਇਆ ਜਾ ਰਿਹਾ ਹੈ। ਜ਼ਿਲ੍ਹਾ ਪ੍ਰਸ਼ਾਸਨ ਵੱਲੋਂ ਮੰਡੀਆਂ ਵਿੱਚ ਕਣਕ ਦੀ ਖਰੀਦ ਦੇ ਪੁਖਤਾ ਪ੍ਰਬੰਧ ਕੀਤੇ ਗਏ ਹਨ। ਕਿਸਾਨਾਂ ਨੂੰ ਕਿਸੇ ਕਿਸਮ ਦੀ ਮੁਸ਼ਕਿਲ ਨਹੀਂ ਆਉਣ ਦਿੱਤੀ ਜਾਵੇਗੀ। ਪੰਜਾਬ ਸਰਕਾਰ ਵੱਲੋਂ ਪੰਜਾਬ ਦੇ ਕਿਸਾਨਾਂ ਦੀ ਭਲਾਈ ਲਈ ਅਨੇਕਾਂ ਯੋਜਨਾਵਾਂ ਚਲਾਈਆਂ ਜਾ ਰਹੀਆਂ ਹਨ ਅਤੇ ਇਨ੍ਹਾਂ ਯੋਜਨਾਵਾਂ ਦਾ ਲਾਭ ਹਰ ਲੋੜਵੰਦ ਤੱਕ ਪਹੁੰਚਾਇਆ ਜਾ ਰਿਹਾ ਹੈ। ਜ਼ਿਲ੍ਹਾ ਪ੍ਰਸ਼ਾਸਨ ਵੱਲੋਂ ਮੰਡੀਆਂ ਵਿੱਚ ਕਣਕ ਦੀ ਖਰੀਦ ਦੇ ਪੁਖਤਾ ਪ੍ਰਬੰਧ ਕੀਤੇ ਗਏ ਹਨ। ਕਿਸਾਨਾਂ ਨੂੰ ਕਿਸੇ ਕਿਸਮ ਦੀ ਮੁਸ਼ਕਿਲ ਨਹੀਂ ਆਉਣ ਦਿੱਤੀ ਜਾਵੇਗੀ। ਪੰਜਾਬ ਸਰਕਾਰ ਵੱਲੋਂ ਪੰਜਾਬ ਦੇ ਕਿਸਾਨਾਂ ਦੀ ਭਲਾਈ ਲਈ ਅਨੇਕਾਂ ਯੋਜਨਾਵਾਂ ਚਲਾਈਆਂ ਜਾ ਰਹੀਆਂ ਹਨ ਅਤੇ ਇਨ੍ਹਾਂ ਯੋਜਨਾਵਾਂ ਦਾ ਲਾਭ ਹਰ ਲੋੜਵੰਦ ਤੱਕ ਪਹੁੰਚਾਇਆ ਜਾ ਰਿਹਾ ਹੈ। ਜ਼ਿਲ੍ਹਾ ਪ੍ਰਸ਼ਾਸਨ ਵੱਲੋਂ ਮੰਡੀਆਂ ਵਿੱਚ ਕਣਕ ਦੀ ਖਰੀਦ ਦੇ ਪੁਖਤਾ ਪ੍ਰਬੰਧ ਕੀਤੇ ਗਏ ਹਨ। ਕਿਸਾਨਾਂ ਨੂੰ ਕਿਸੇ ਕਿਸਮ ਦੀ ਮੁਸ਼ਕਿਲ ਨਹੀਂ ਆਉਣ ਦਿੱਤੀ ਜਾਵੇਗੀ। ਪੰਜਾਬ ਸਰਕਾਰ ਵੱਲੋਂ ਪੰਜਾਬ ਦੇ ਕਿਸਾਨਾਂ ਦੀ ਭਲਾਈ ਲਈ ਅਨੇਕਾਂ ਯੋਜਨਾਵਾਂ ਚਲਾਈਆਂ ਜਾ ਰਹੀਆਂ ਹਨ ਅਤੇ ਇਨ੍ਹਾਂ ਯੋਜਨਾਵਾਂ ਦਾ ਲਾਭ ਹਰ ਲੋੜਵੰਦ ਤੱਕ ਪਹੁੰਚਾਇਆ ਜਾ ਰਿਹਾ ਹੈ। ਜ਼ਿਲ੍ਹਾ ਪ੍ਰਸ਼ਾਸਨ ਵੱਲੋਂ ਮੰਡੀਆਂ ਵਿੱਚ ਕਣਕ ਦੀ ਖਰੀਦ ਦੇ ਪੁਖਤਾ ਪ੍ਰਬੰਧ ਕੀਤੇ ਗਏ ਹਨ। ਕਿਸਾਨਾਂ ਨੂੰ ਕਿਸੇ ਕਿਸਮ ਦੀ ਮੁਸ਼ਕਿਲ ਨਹੀਂ ਆਉਣ ਦਿੱਤੀ ਜਾਵੇਗੀ। ਪੰਜਾਬ ਸਰਕਾਰ ਵੱਲੋਂ ਪੰਜਾਬ ਦੇ ਕਿਸਾਨਾਂ ਦੀ ਭਲਾਈ ਲਈ ਅਨੇਕਾਂ ਯੋਜਨਾਵਾਂ ਚਲਾਈਆਂ ਜਾ ਰਹੀਆਂ ਹਨ ਅਤੇ ਇਨ੍ਹਾਂ ਯੋਜਨਾਵਾਂ ਦਾ ਲਾਭ ਹਰ ਲੋੜਵੰਦ ਤੱਕ ਪਹੁੰਚਾਇਆ ਜਾ ਰਿਹਾ ਹੈ। ਜ਼ਿਲ੍ਹਾ ਪ੍ਰਸ਼ਾਸਨ ਵੱਲੋਂ ਮੰਡੀਆਂ ਵਿੱਚ ਕਣਕ ਦੀ ਖਰੀਦ ਦੇ ਪੁਖਤਾ ਪ੍ਰਬੰਧ ਕੀਤੇ ਗਏ ਹਨ। ਕਿਸਾਨਾਂ ਨੂੰ ਕਿਸੇ ਕਿਸਮ ਦੀ ਮੁਸ਼ਕਿਲ ਨਹੀਂ ਆਉਣ ਦਿੱਤੀ ਜਾਵੇਗੀ। ਪੰਜਾਬ ਸਰਕਾਰ ਵੱਲੋਂ ਪੰਜਾਬ ਦੇ ਕਿਸਾਨਾਂ ਦੀ ਭਲਾਈ ਲਈ ਅਨੇਕਾਂ ਯੋਜਨਾਵਾਂ ਚਲਾਈਆਂ ਜਾ ਰਹੀਆਂ ਹਨ ਅਤੇ ਇਨ੍ਹਾਂ ਯੋਜਨਾਵਾਂ ਦਾ ਲਾਭ ਹਰ ਲੋੜਵੰਦ ਤੱਕ ਪਹੁੰਚਾਇਆ ਜਾ ਰਿਹਾ ਹੈ। ਜ਼ਿਲ੍ਹਾ ਪ੍ਰਸ਼ਾਸਨ ਵੱਲੋਂ ਮੰਡੀਆਂ ਵਿੱਚ ਕਣਕ ਦੀ ਖਰੀਦ ਦੇ ਪੁਖਤਾ ਪ੍ਰਬੰਧ ਕੀਤੇ ਗਏ ਹਨ। ਕਿਸਾਨਾਂ ਨੂੰ ਕਿਸੇ ਕਿਸਮ ਦੀ ਮੁਸ਼ਕਿਲ ਨਹੀਂ ਆਉਣ [372,136,434,241]
portrait-photo [66,63,136,153]
event-photo [372,58,498,133]
headline-dallewal: ਪੰਜਾਬ ਸਰਕਾਰ ਨੇ ਕੇਂਦਰ ਸਰਕਾਰ ਦੇ ਇਸ਼ਾਰੇ ਤੇ ਕਿਸਾਨਾਂ ਦੀ ਪਿੱਠ ਵਿੱਚ ਛੁਰਾ ਮਾਰਿਆ - ਡੱਲੇਵਾਲ [254,249,498,267]
subhead-red: ਤਾਂ ਜੋ ਕੋਚ ਫੈਕਟਰੀ ਵਿੱਚ ਨਿਰੰਤਰ ਉਤਪਾਦਨ ਜਾਰੀ ਰਹਿ ਸਕੇ [140,63,210,66]
body-text: ਪੰਜਾਬ ਸਰਕਾਰ ਵੱਲੋਂ ਪੰਜਾਬ ਦੇ ਕਿਸਾਨਾਂ ਦੀ ਭਲਾਈ ਲਈ ਅਨੇਕਾਂ ਯੋਜਨਾਵਾਂ ਚਲਾਈਆਂ ਜਾ ਰਹੀਆਂ ਹਨ ਅਤੇ ਇਨ੍ਹਾਂ ਯੋਜਨਾਵਾਂ ਦਾ ਲਾਭ ਹਰ ਲੋੜਵੰਦ ਤੱਕ ਪਹੁੰਚਾਇਆ ਜਾ ਰਿਹਾ ਹੈ। ਜ਼ਿਲ੍ਹਾ ਪ੍ਰਸ਼ਾਸਨ ਵੱਲੋਂ ਮੰਡੀਆਂ ਵਿੱਚ ਕਣਕ ਦੀ ਖਰੀਦ ਦੇ ਪੁਖਤਾ ਪ੍ਰਬੰਧ ਕੀਤੇ ਗਏ ਹਨ। ਕਿਸਾਨਾਂ ਨੂੰ ਕਿਸੇ ਕਿਸਮ ਦੀ ਮੁਸ਼ਕਿਲ ਨਹੀਂ ਆਉਣ ਦਿੱਤੀ ਜਾਵੇਗੀ। ਪੰਜਾਬ ਸਰਕਾਰ ਵੱਲੋਂ ਪੰਜਾਬ ਦੇ ਕਿਸਾਨਾਂ ਦੀ ਭਲਾਈ ਲਈ ਅਨੇਕਾਂ ਯੋਜਨਾਵਾਂ ਚਲਾਈਆਂ ਜਾ ਰਹੀਆਂ ਹਨ ਅਤੇ ਇਨ੍ਹਾਂ ਯੋਜਨਾਵਾਂ ਦਾ ਲਾਭ ਹਰ ਲੋੜਵੰਦ ਤੱਕ ਪਹੁੰਚਾਇਆ ਜਾ ਰਿਹਾ ਹੈ। ਜ਼ਿਲ੍ਹਾ ਪ੍ਰਸ਼ਾਸਨ ਵੱਲੋਂ ਮੰਡੀਆਂ ਵਿੱਚ ਕਣਕ ਦੀ ਖਰੀਦ ਦੇ ਪੁਖਤਾ ਪ੍ਰਬੰਧ ਕੀਤੇ ਗਏ ਹਨ। ਕਿਸਾਨਾਂ ਨੂੰ ਕਿਸੇ ਕਿਸਮ ਦੀ ਮੁਸ਼ਕਿਲ ਨਹੀਂ ਆਉਣ ਦਿੱਤੀ ਜਾਵੇਗੀ। ਪੰਜਾਬ ਸਰਕਾਰ ਵੱਲੋਂ ਪੰਜਾਬ ਦੇ ਕਿਸਾਨਾਂ ਦੀ ਭਲਾਈ ਲਈ ਅਨੇਕਾਂ ਯੋਜਨਾਵਾਂ ਚਲਾਈਆਂ ਜਾ ਰਹੀਆਂ ਹਨ ਅਤੇ ਇਨ੍ਹਾਂ ਯੋਜਨਾਵਾਂ ਦਾ ਲਾਭ ਹਰ ਲੋੜਵੰਦ ਤੱਕ ਪਹੁੰਚਾਇਆ ਜਾ ਰਿਹਾ ਹੈ। ਜ਼ਿਲ੍ਹਾ ਪ੍ਰਸ਼ਾਸਨ ਵੱਲੋਂ ਮੰਡੀਆਂ ਵਿੱਚ ਕਣਕ ਦੀ ਖਰੀਦ ਦੇ ਪੁਖਤਾ ਪ੍ਰਬੰਧ ਕੀਤੇ ਗਏ ਹਨ। ਕਿਸਾਨਾਂ ਨੂੰ ਕਿਸੇ ਕਿਸਮ ਦੀ ਮੁਸ਼ਕਿਲ ਨਹੀਂ ਆਉਣ ਦਿੱਤੀ ਜਾਵੇਗੀ। ਪੰਜਾਬ ਸਰਕਾਰ ਵੱਲੋਂ ਪੰਜਾਬ ਦੇ ਕਿਸਾਨਾਂ ਦੀ ਭਲਾਈ ਲਈ ਅਨੇਕਾਂ ਯੋਜਨਾਵਾਂ ਚਲਾਈਆਂ ਜਾ ਰਹੀਆਂ ਹਨ ਅਤੇ ਇਨ੍ਹਾਂ ਯੋਜਨਾਵਾਂ ਦਾ ਲਾਭ ਹਰ ਲੋੜਵੰਦ ਤੱਕ ਪਹੁੰਚਾਇਆ ਜਾ ਰਿਹਾ ਹੈ। ਜ਼ਿਲ੍ਹਾ ਪ੍ਰਸ਼ਾਸਨ ਵੱਲੋਂ ਮੰਡੀਆਂ ਵਿੱਚ ਕਣਕ ਦੀ ਖਰੀਦ ਦੇ ਪੁਖਤਾ ਪ੍ਰਬੰਧ ਕੀਤੇ ਗਏ ਹਨ। ਕਿਸਾਨਾਂ ਨੂੰ ਕਿਸੇ ਕਿਸਮ ਦੀ ਮੁਸ਼ਕਿਲ ਨਹੀਂ ਆਉਣ ਦਿੱਤੀ ਜਾਵੇਗੀ। ਪੰਜਾਬ ਸਰਕਾਰ ਵੱਲੋਂ ਪੰਜਾਬ ਦੇ ਕਿਸਾਨਾਂ ਦੀ ਭਲਾਈ ਲਈ ਅਨੇਕਾਂ ਯੋਜਨਾਵਾਂ ਚਲਾਈਆਂ ਜਾ ਰਹੀਆਂ ਹਨ ਅਤੇ ਇਨ੍ਹਾਂ ਯੋਜਨਾਵਾਂ ਦਾ ਲਾਭ ਹਰ ਲੋੜਵੰਦ ਤੱਕ ਪਹੁੰਚਾਇਆ ਜਾ ਰਿਹਾ ਹੈ। ਜ਼ਿਲ੍ਹਾ ਪ੍ਰਸ਼ਾਸਨ ਵੱਲੋਂ ਮੰਡੀਆਂ ਵਿੱਚ ਕਣਕ ਦੀ ਖਰੀਦ ਦੇ ਪੁਖਤਾ ਪ੍ਰਬੰਧ ਕੀਤੇ ਗਏ ਹਨ। ਕਿਸਾਨਾਂ ਨੂੰ ਕਿਸੇ ਕਿਸਮ ਦੀ ਮੁਸ਼ਕਿਲ ਨਹੀਂ ਆਉਣ ਦਿੱਤੀ ਜਾਵੇਗੀ। ਪੰਜਾਬ ਸਰਕਾਰ ਵੱਲੋਂ ਪੰਜਾਬ ਦੇ ਕਿਸਾਨਾਂ ਦੀ ਭਲਾਈ ਲਈ ਅਨੇਕਾਂ ਯੋਜਨਾਵਾਂ ਚਲਾਈਆਂ ਜਾ ਰਹੀਆਂ ਹਨ ਅਤੇ ਇਨ੍ਹਾਂ ਯੋਜਨਾਵਾਂ ਦਾ ਲਾਭ ਹਰ ਲੋੜਵੰਦ ਤੱਕ ਪਹੁੰਚਾਇਆ ਜਾ ਰਿਹਾ ਹੈ। ਜ਼ਿਲ੍ਹਾ ਪ੍ਰਸ਼ਾਸਨ ਵੱਲੋਂ ਮੰਡੀਆਂ ਵਿੱਚ ਕਣਕ ਦੀ ਖਰੀਦ ਦੇ ਪੁਖਤਾ ਪ੍ਰਬੰਧ ਕੀਤੇ ਗਏ ਹਨ। ਕਿਸਾਨਾਂ ਨੂੰ ਕਿਸੇ ਕਿਸਮ ਦੀ ਮੁਸ਼ਕਿਲ ਨਹੀਂ ਆਉਣ ਦਿੱਤੀ ਜਾਵੇਗੀ। [140,78,218,160]
author-byline: ਲੇਖਕ: ਰਵਿੰਦਰ ਸਿੰਘ [467,785,492,788]
issue-date: ਸ਼ੁੱਕਰਵਾਰ 04 ਅਪ੍ਰੈਲ 2025 [435,7,496,13]
body-text: ਪੰਜਾਬ ਸਰਕਾਰ ਵੱਲੋਂ ਪੰਜਾਬ ਦੇ ਕਿਸਾਨਾਂ ਦੀ ਭਲਾਈ ਲਈ ਅਨੇਕਾਂ ਯੋਜਨਾਵਾਂ ਚਲਾਈਆਂ ਜਾ ਰਹੀਆਂ ਹਨ ਅਤੇ ਇਨ੍ਹਾਂ ਯੋਜਨਾਵਾਂ ਦਾ ਲਾਭ ਹਰ ਲੋੜਵੰਦ ਤੱਕ ਪਹੁੰਚਾਇਆ ਜਾ ਰਿਹਾ ਹੈ। ਜ਼ਿਲ੍ਹਾ ਪ੍ਰਸ਼ਾਸਨ ਵੱਲੋਂ ਮੰਡੀਆਂ ਵਿੱਚ ਕਣਕ ਦੀ ਖਰੀਦ ਦੇ ਪੁਖਤਾ ਪ੍ਰਬੰਧ ਕੀਤੇ ਗਏ ਹਨ। ਕਿਸਾਨਾਂ ਨੂੰ ਕਿਸੇ ਕਿਸਮ ਦੀ ਮੁਸ਼ਕਿਲ ਨਹੀਂ ਆਉਣ ਦਿੱਤੀ ਜਾਵੇਗੀ। ਪੰਜਾਬ ਸਰਕਾਰ ਵੱਲੋਂ ਪੰਜਾਬ ਦੇ ਕਿਸਾਨਾਂ ਦੀ ਭਲਾਈ ਲਈ ਅਨੇਕਾਂ ਯੋਜਨਾਵਾਂ ਚਲਾਈਆਂ ਜਾ ਰਹੀਆਂ ਹਨ ਅਤੇ ਇਨ੍ਹਾਂ ਯੋਜਨਾਵਾਂ ਦਾ ਲਾਭ ਹਰ ਲੋੜਵੰਦ ਤੱਕ ਪਹੁੰਚਾਇਆ ਜਾ ਰਿਹਾ ਹੈ। ਜ਼ਿਲ੍ਹਾ ਪ੍ਰਸ਼ਾਸਨ ਵੱਲੋਂ ਮੰਡੀਆਂ ਵਿੱਚ ਕਣਕ ਦੀ ਖਰੀਦ ਦੇ ਪੁਖਤਾ ਪ੍ਰਬੰਧ ਕੀਤੇ ਗਏ ਹਨ। ਕਿਸਾਨਾਂ ਨੂੰ ਕਿਸੇ ਕਿਸਮ ਦੀ ਮੁਸ਼ਕਿਲ ਨਹੀਂ ਆਉਣ ਦਿੱਤੀ ਜਾਵੇਗੀ। ਪੰਜਾਬ ਸਰਕਾਰ ਵੱਲੋਂ ਪੰਜਾਬ ਦੇ ਕਿਸਾਨਾਂ ਦੀ ਭਲਾਈ ਲਈ ਅਨੇਕਾਂ ਯੋਜਨਾਵਾਂ ਚਲਾਈਆਂ ਜਾ ਰਹੀਆਂ ਹਨ ਅਤੇ ਇਨ੍ਹਾਂ ਯੋਜਨਾਵਾਂ ਦਾ ਲਾਭ ਹਰ ਲੋੜਵੰਦ ਤੱਕ ਪਹੁੰਚਾਇਆ ਜਾ ਰਿਹਾ ਹੈ। ਜ਼ਿਲ੍ਹਾ ਪ੍ਰਸ਼ਾਸਨ ਵੱਲੋਂ ਮੰਡੀਆਂ ਵਿੱਚ ਕਣਕ ਦੀ ਖਰੀਦ ਦੇ ਪੁਖਤਾ ਪ੍ਰਬੰਧ ਕੀਤੇ ਗਏ ਹਨ। ਕਿਸਾਨਾਂ ਨੂੰ ਕਿਸੇ ਕਿਸਮ ਦੀ ਮੁਸ਼ਕਿਲ ਨਹੀਂ ਆਉਣ ਦਿੱਤੀ ਜਾਵੇਗੀ। ਪੰਜਾਬ ਸਰਕਾਰ ਵੱਲੋਂ ਪੰਜਾਬ ਦੇ ਕਿਸਾਨਾਂ ਦੀ ਭਲਾਈ ਲਈ ਅਨੇਕਾਂ ਯੋਜਨਾਵਾਂ ਚਲਾਈਆਂ ਜਾ ਰਹੀਆਂ ਹਨ ਅਤੇ ਇਨ੍ਹਾਂ ਯੋਜਨਾਵਾਂ ਦਾ ਲਾਭ ਹਰ ਲੋੜਵੰਦ ਤੱਕ ਪਹੁੰਚਾਇਆ ਜਾ ਰਿਹਾ ਹੈ। ਜ਼ਿਲ੍ਹਾ ਪ੍ਰਸ਼ਾਸਨ ਵੱਲੋਂ ਮੰਡੀਆਂ ਵਿੱਚ ਕਣਕ ਦੀ ਖਰੀਦ ਦੇ ਪੁਖਤਾ ਪ੍ਰਬੰਧ ਕੀਤੇ ਗਏ ਹਨ। ਕਿਸਾਨਾਂ ਨੂੰ ਕਿਸੇ ਕਿਸਮ ਦੀ ਮੁਸ਼ਕਿਲ ਨਹੀਂ ਆਉਣ ਦਿੱਤੀ ਜਾਵੇਗੀ। ਪੰਜਾਬ ਸਰਕਾਰ ਵੱਲੋਂ ਪੰਜਾਬ ਦੇ ਕਿਸਾਨਾਂ ਦੀ ਭਲਾਈ ਲਈ ਅਨੇਕਾਂ ਯੋਜਨਾਵਾਂ ਚਲਾਈਆਂ ਜਾ ਰਹੀਆਂ ਹਨ ਅਤੇ ਇਨ੍ਹਾਂ ਯੋਜਨਾਵਾਂ ਦਾ ਲਾਭ ਹਰ ਲੋੜਵੰਦ ਤੱਕ ਪਹੁੰਚਾਇਆ ਜਾ ਰਿਹਾ ਹੈ। ਜ਼ਿਲ੍ਹਾ ਪ੍ਰਸ਼ਾਸਨ ਵੱਲੋਂ ਮੰਡੀਆਂ ਵਿੱਚ ਕਣਕ ਦੀ ਖਰੀਦ ਦੇ ਪੁਖਤਾ ਪ੍ਰਬੰਧ ਕੀਤੇ ਗਏ ਹਨ। ਕਿਸਾਨਾਂ ਨੂੰ ਕਿਸੇ ਕਿਸਮ ਦੀ ਮੁਸ਼ਕਿਲ ਨਹੀਂ ਆਉਣ ਦਿੱਤੀ ਜਾਵੇਗੀ। ਪੰਜਾਬ ਸਰਕਾਰ ਵੱਲੋਂ ਪੰਜਾਬ ਦੇ ਕਿਸਾਨਾਂ ਦੀ ਭਲਾਈ ਲਈ ਅਨੇਕਾਂ ਯੋਜਨਾਵਾਂ ਚਲਾਈਆਂ ਜਾ ਰਹੀਆਂ ਹਨ ਅਤੇ ਇਨ੍ਹਾਂ ਯੋਜਨਾਵਾਂ ਦਾ ਲਾਭ ਹਰ ਲੋੜਵੰਦ ਤੱਕ ਪਹੁੰਚਾਇਆ ਜਾ ਰਿਹਾ ਹੈ। ਜ਼ਿਲ੍ਹਾ ਪ੍ਰਸ਼ਾਸਨ ਵੱਲੋਂ ਮੰਡੀਆਂ ਵਿੱਚ ਕਣਕ ਦੀ ਖਰੀਦ ਦੇ ਪੁਖਤਾ ਪ੍ਰਬੰਧ ਕੀਤੇ ਗਏ ਹਨ। ਕਿਸਾਨਾਂ ਨੂੰ ਕਿਸੇ ਕਿਸਮ ਦੀ ਮੁਸ਼ਕਿਲ ਨਹੀਂ ਆਉਣ ਦਿੱਤੀ ਜਾਵੇਗੀ। [3,581,48,728]
body-text: ਪੰਜਾਬ ਸਰਕਾਰ ਵੱਲੋਂ ਪੰਜਾਬ ਦੇ ਕਿਸਾਨਾਂ ਦੀ ਭਲਾਈ ਲਈ ਅਨੇਕਾਂ ਯੋਜਨਾਵਾਂ ਚਲਾਈਆਂ ਜਾ ਰਹੀਆਂ ਹਨ ਅਤੇ ਇਨ੍ਹਾਂ ਯੋਜਨਾਵਾਂ ਦਾ ਲਾਭ ਹਰ ਲੋੜਵੰਦ ਤੱਕ ਪਹੁੰਚਾਇਆ ਜਾ ਰਿਹਾ ਹੈ। ਜ਼ਿਲ੍ਹਾ ਪ੍ਰਸ਼ਾਸਨ ਵੱਲੋਂ ਮੰਡੀਆਂ ਵਿੱਚ ਕਣਕ ਦੀ ਖਰੀਦ ਦੇ ਪੁਖਤਾ ਪ੍ਰਬੰਧ ਕੀਤੇ ਗਏ ਹਨ। ਕਿਸਾਨਾਂ ਨੂੰ ਕਿਸੇ ਕਿਸਮ ਦੀ ਮੁਸ਼ਕਿਲ ਨਹੀਂ ਆਉਣ ਦਿੱਤੀ ਜਾਵੇਗੀ। ਪੰਜਾਬ ਸਰਕਾਰ ਵੱਲੋਂ ਪੰਜਾਬ ਦੇ ਕਿਸਾਨਾਂ ਦੀ ਭਲਾਈ ਲਈ ਅਨੇਕਾਂ ਯੋਜਨਾਵਾਂ ਚਲਾਈਆਂ ਜਾ ਰਹੀਆਂ ਹਨ ਅਤੇ ਇਨ੍ਹਾਂ ਯੋਜਨਾਵਾਂ ਦਾ ਲਾਭ ਹਰ ਲੋੜਵੰਦ ਤੱਕ ਪਹੁੰਚਾਇਆ ਜਾ ਰਿਹਾ ਹੈ। ਜ਼ਿਲ੍ਹਾ ਪ੍ਰਸ਼ਾਸਨ ਵੱਲੋਂ ਮੰਡੀਆਂ ਵਿੱਚ ਕਣਕ ਦੀ ਖਰੀਦ ਦੇ ਪੁਖਤਾ ਪ੍ਰਬੰਧ ਕੀਤੇ ਗਏ ਹਨ। ਕਿਸਾਨਾਂ ਨੂੰ ਕਿਸੇ ਕਿਸਮ ਦੀ ਮੁਸ਼ਕਿਲ ਨਹੀਂ ਆਉਣ ਦਿੱਤੀ ਜਾਵੇਗੀ। ਪੰਜਾਬ ਸਰਕਾਰ ਵੱਲੋਂ ਪੰਜਾਬ ਦੇ ਕਿਸਾਨਾਂ ਦੀ ਭਲਾਈ ਲਈ ਅਨੇਕਾਂ ਯੋਜਨਾਵਾਂ ਚਲਾਈਆਂ ਜਾ ਰਹੀਆਂ ਹਨ ਅਤੇ ਇਨ੍ਹਾਂ ਯੋਜਨਾਵਾਂ ਦਾ ਲਾਭ ਹਰ ਲੋੜਵੰਦ ਤੱਕ ਪਹੁੰਚਾਇਆ ਜਾ ਰਿਹਾ ਹੈ। ਜ਼ਿਲ੍ਹਾ ਪ੍ਰਸ਼ਾਸਨ ਵੱਲੋਂ ਮੰਡੀਆਂ ਵਿੱਚ ਕਣਕ ਦੀ ਖਰੀਦ ਦੇ ਪੁਖਤਾ ਪ੍ਰਬੰਧ ਕੀਤੇ ਗਏ ਹਨ। ਕਿਸਾਨਾਂ ਨੂੰ ਕਿਸੇ ਕਿਸਮ ਦੀ ਮੁਸ਼ਕਿਲ ਨਹੀਂ ਆਉਣ ਦਿੱਤੀ ਜਾਵੇਗੀ। ਪੰਜਾਬ ਸਰਕਾਰ ਵੱਲੋਂ ਪੰਜਾਬ ਦੇ ਕਿਸਾਨਾਂ ਦੀ ਭਲਾਈ ਲਈ ਅਨੇਕਾਂ ਯੋਜਨਾਵਾਂ ਚਲਾਈਆਂ ਜਾ ਰਹੀਆਂ ਹਨ ਅਤੇ ਇਨ੍ਹਾਂ ਯੋਜਨਾਵਾਂ ਦਾ ਲਾਭ ਹਰ ਲੋੜਵੰਦ ਤੱਕ ਪਹੁੰਚਾਇਆ ਜਾ ਰਿਹਾ ਹੈ। ਜ਼ਿਲ੍ਹਾ ਪ੍ਰਸ਼ਾਸਨ ਵੱਲੋਂ ਮੰਡੀਆਂ ਵਿੱਚ ਕਣਕ ਦੀ ਖਰੀਦ ਦੇ ਪੁਖਤਾ ਪ੍ਰਬੰਧ ਕੀਤੇ ਗਏ ਹਨ। ਕਿਸਾਨਾਂ ਨੂੰ ਕਿਸੇ ਕਿਸਮ ਦੀ ਮੁਸ਼ਕਿਲ ਨਹੀਂ ਆਉਣ ਦਿੱਤੀ ਜਾਵੇਗੀ। ਪੰਜਾਬ ਸਰਕਾਰ ਵੱਲੋਂ ਪੰਜਾਬ ਦੇ ਕਿਸਾਨਾਂ ਦੀ ਭਲਾਈ ਲਈ ਅਨੇਕਾਂ ਯੋਜਨਾਵਾਂ ਚਲਾਈਆਂ ਜਾ ਰਹੀਆਂ ਹਨ ਅਤੇ ਇਨ੍ਹਾਂ ਯੋਜਨਾਵਾਂ ਦਾ ਲਾਭ ਹਰ ਲੋੜਵੰਦ ਤੱਕ ਪਹੁੰਚਾਇਆ ਜਾ ਰਿਹਾ ਹੈ। ਜ਼ਿਲ੍ਹਾ ਪ੍ਰਸ਼ਾਸਨ ਵੱਲੋਂ ਮੰਡੀਆਂ ਵਿੱਚ ਕਣਕ ਦੀ ਖਰੀਦ ਦੇ ਪੁਖਤਾ ਪ੍ਰਬੰਧ ਕੀਤੇ ਗਏ ਹਨ। ਕਿਸਾਨਾਂ ਨੂੰ ਕਿਸੇ ਕਿਸਮ ਦੀ ਮੁਸ਼ਕਿਲ ਨਹੀਂ ਆਉਣ ਦਿੱਤੀ ਜਾਵੇਗੀ। ਪੰਜਾਬ ਸਰਕਾਰ ਵੱਲੋਂ ਪੰਜਾਬ ਦੇ ਕਿਸਾਨਾਂ ਦੀ ਭਲਾਈ ਲਈ ਅਨੇਕਾਂ ਯੋਜਨਾਵਾਂ ਚਲਾਈਆਂ ਜਾ ਰਹੀਆਂ ਹਨ ਅਤੇ ਇਨ੍ਹਾਂ ਯੋਜਨਾਵਾਂ ਦਾ ਲਾਭ ਹਰ ਲੋੜਵੰਦ ਤੱਕ ਪਹੁੰਚਾਇਆ ਜਾ ਰਿਹਾ ਹੈ। ਜ਼ਿਲ੍ਹਾ ਪ੍ਰਸ਼ਾਸਨ ਵੱਲੋਂ ਮੰਡੀਆਂ ਵਿੱਚ ਕਣਕ ਦੀ ਖਰੀਦ ਦੇ ਪੁਖਤਾ ਪ੍ਰਬੰਧ ਕੀਤੇ ਗਏ ਹਨ। ਕਿਸਾਨਾਂ ਨੂੰ ਕਿਸੇ ਕਿਸਮ ਦੀ ਮੁਸ਼ਕਿਲ ਨਹੀਂ ਆਉਣ ਦਿੱਤੀ ਜਾਵੇਗੀ। [179,419,231,549]
body-text: ਪੰਜਾਬ ਸਰਕਾਰ ਵੱਲੋਂ ਪੰਜਾਬ ਦੇ ਕਿਸਾਨਾਂ ਦੀ ਭਲਾਈ ਲਈ ਅਨੇਕਾਂ ਯੋਜਨਾਵਾਂ ਚਲਾਈਆਂ ਜਾ ਰਹੀਆਂ ਹਨ ਅਤੇ ਇਨ੍ਹਾਂ ਯੋਜਨਾਵਾਂ ਦਾ ਲਾਭ ਹਰ ਲੋੜਵੰਦ ਤੱਕ ਪਹੁੰਚਾਇਆ ਜਾ ਰਿਹਾ ਹੈ। ਜ਼ਿਲ੍ਹਾ ਪ੍ਰਸ਼ਾਸਨ ਵੱਲੋਂ ਮੰਡੀਆਂ ਵਿੱਚ ਕਣਕ ਦੀ ਖਰੀਦ ਦੇ ਪੁਖਤਾ ਪ੍ਰਬੰਧ ਕੀਤੇ ਗਏ ਹਨ। ਕਿਸਾਨਾਂ ਨੂੰ ਕਿਸੇ ਕਿਸਮ ਦੀ ਮੁਸ਼ਕਿਲ ਨਹੀਂ ਆਉਣ ਦਿੱਤੀ ਜਾਵੇਗੀ। ਪੰਜਾਬ ਸਰਕਾਰ ਵੱਲੋਂ ਪੰਜਾਬ ਦੇ ਕਿਸਾਨਾਂ ਦੀ ਭਲਾਈ ਲਈ ਅਨੇਕਾਂ ਯੋਜਨਾਵਾਂ ਚਲਾਈਆਂ ਜਾ ਰਹੀਆਂ ਹਨ ਅਤੇ ਇਨ੍ਹਾਂ ਯੋਜਨਾਵਾਂ ਦਾ ਲਾਭ ਹਰ ਲੋੜਵੰਦ ਤੱਕ ਪਹੁੰਚਾਇਆ ਜਾ ਰਿਹਾ ਹੈ। ਜ਼ਿਲ੍ਹਾ ਪ੍ਰਸ਼ਾਸਨ ਵੱਲੋਂ ਮੰਡੀਆਂ ਵਿੱਚ ਕਣਕ ਦੀ ਖਰੀਦ ਦੇ ਪੁਖਤਾ ਪ੍ਰਬੰਧ ਕੀਤੇ ਗਏ ਹਨ। ਕਿਸਾਨਾਂ ਨੂੰ ਕਿਸੇ ਕਿਸਮ ਦੀ ਮੁਸ਼ਕਿਲ ਨਹੀਂ ਆਉਣ ਦਿੱਤੀ ਜਾਵੇਗੀ। ਪੰਜਾਬ ਸਰਕਾਰ ਵੱਲੋਂ ਪੰਜਾਬ ਦੇ ਕਿਸਾਨਾਂ ਦੀ ਭਲਾਈ ਲਈ ਅਨੇਕਾਂ ਯੋਜਨਾਵਾਂ ਚਲਾਈਆਂ ਜਾ ਰਹੀਆਂ ਹਨ ਅਤੇ ਇਨ੍ਹਾਂ ਯੋਜਨਾਵਾਂ ਦਾ ਲਾਭ ਹਰ ਲੋੜਵੰਦ ਤੱਕ ਪਹੁੰਚਾਇਆ ਜਾ ਰਿਹਾ ਹੈ। ਜ਼ਿਲ੍ਹਾ ਪ੍ਰਸ਼ਾਸਨ ਵੱਲੋਂ ਮੰਡੀਆਂ ਵਿੱਚ ਕਣਕ ਦੀ ਖਰੀਦ ਦੇ ਪੁਖਤਾ ਪ੍ਰਬੰਧ ਕੀਤੇ ਗਏ ਹਨ। ਕਿਸਾਨਾਂ ਨੂੰ ਕਿਸੇ ਕਿਸਮ ਦੀ ਮੁਸ਼ਕਿਲ ਨਹੀਂ ਆਉਣ ਦਿੱਤੀ ਜਾਵੇਗੀ। ਪੰਜਾਬ ਸਰਕਾਰ ਵੱਲੋਂ ਪੰਜਾਬ ਦੇ ਕਿਸਾਨਾਂ ਦੀ ਭਲਾਈ ਲਈ ਅਨੇਕਾਂ ਯੋਜਨਾਵਾਂ ਚਲਾਈਆਂ ਜਾ ਰਹੀਆਂ ਹਨ ਅਤੇ ਇਨ੍ਹਾਂ ਯੋਜਨਾਵਾਂ ਦਾ ਲਾਭ ਹਰ ਲੋੜਵੰਦ ਤੱਕ ਪਹੁੰਚਾਇਆ ਜਾ ਰਿਹਾ ਹੈ। ਜ਼ਿਲ੍ਹਾ ਪ੍ਰਸ਼ਾਸਨ ਵੱਲੋਂ ਮੰਡੀਆਂ ਵਿੱਚ ਕਣਕ ਦੀ ਖਰੀਦ ਦੇ ਪੁਖਤਾ ਪ੍ਰਬੰਧ ਕੀਤੇ ਗਏ ਹਨ। ਕਿਸਾਨਾਂ ਨੂੰ ਕਿਸੇ ਕਿਸਮ ਦੀ ਮੁਸ਼ਕਿਲ ਨਹੀਂ ਆਉਣ ਦਿੱਤੀ ਜਾਵੇਗੀ। ਪੰਜਾਬ ਸਰਕਾਰ ਵੱਲੋਂ ਪੰਜਾਬ ਦੇ ਕਿਸਾਨਾਂ ਦੀ ਭਲਾਈ ਲਈ ਅਨੇਕਾਂ ਯੋਜਨਾਵਾਂ ਚਲਾਈਆਂ ਜਾ ਰਹੀਆਂ ਹਨ ਅਤੇ ਇਨ੍ਹਾਂ ਯੋਜਨਾਵਾਂ ਦਾ ਲਾਭ ਹਰ ਲੋੜਵੰਦ ਤੱਕ ਪਹੁੰਚਾਇਆ ਜਾ ਰਿਹਾ ਹੈ। ਜ਼ਿਲ੍ਹਾ ਪ੍ਰਸ਼ਾਸਨ ਵੱਲੋਂ ਮੰਡੀਆਂ ਵਿੱਚ ਕਣਕ ਦੀ ਖਰੀਦ ਦੇ ਪੁਖਤਾ ਪ੍ਰਬੰਧ ਕੀਤੇ ਗਏ ਹਨ। [306,160,369,242]
divider [2,60,302,61]
headline-wheat-purchase: ਕਣਕ ਦੀ ਖਰੀਦ ਸਬੰਧੀ ਡਿਪਟੀ ਕਮਿਸ਼ਨਰ ਨੇ ਕੀਤੀ ਆੜ੍ਹਤੀਆਂ ਨਾਲ ਬੈਠਕ [173,556,331,574]
body-text: ਪੰਜਾਬ ਸਰਕਾਰ ਵੱਲੋਂ ਪੰਜਾਬ ਦੇ ਕਿਸਾਨਾਂ ਦੀ ਭਲਾਈ ਲਈ ਅਨੇਕਾਂ ਯੋਜਨਾਵਾਂ ਚਲਾਈਆਂ ਜਾ ਰਹੀਆਂ ਹਨ ਅਤੇ ਇਨ੍ਹਾਂ ਯੋਜਨਾਵਾਂ ਦਾ ਲਾਭ ਹਰ ਲੋੜਵੰਦ ਤੱਕ ਪਹੁੰਚਾਇਆ ਜਾ ਰਿਹਾ ਹੈ। ਜ਼ਿਲ੍ਹਾ ਪ੍ਰਸ਼ਾਸਨ ਵੱਲੋਂ ਮੰਡੀਆਂ ਵਿੱਚ ਕਣਕ ਦੀ ਖਰੀਦ ਦੇ ਪੁਖਤਾ ਪ੍ਰਬੰਧ ਕੀਤੇ ਗਏ ਹਨ। ਕਿਸਾਨਾਂ ਨੂੰ ਕਿਸੇ ਕਿਸਮ ਦੀ ਮੁਸ਼ਕਿਲ ਨਹੀਂ ਆਉਣ ਦਿੱਤੀ ਜਾਵੇਗੀ। ਪੰਜਾਬ ਸਰਕਾਰ ਵੱਲੋਂ ਪੰਜਾਬ ਦੇ ਕਿਸਾਨਾਂ ਦੀ ਭਲਾਈ ਲਈ ਅਨੇਕਾਂ ਯੋਜਨਾਵਾਂ ਚਲਾਈਆਂ ਜਾ ਰਹੀਆਂ ਹਨ ਅਤੇ ਇਨ੍ਹਾਂ ਯੋਜਨਾਵਾਂ ਦਾ ਲਾਭ ਹਰ ਲੋੜਵੰਦ ਤੱਕ ਪਹੁੰਚਾਇਆ ਜਾ ਰਿਹਾ ਹੈ। ਜ਼ਿਲ੍ਹਾ ਪ੍ਰਸ਼ਾਸਨ ਵੱਲੋਂ ਮੰਡੀਆਂ ਵਿੱਚ ਕਣਕ ਦੀ ਖਰੀਦ ਦੇ ਪੁਖਤਾ ਪ੍ਰਬੰਧ ਕੀਤੇ ਗਏ ਹਨ। ਕਿਸਾਨਾਂ ਨੂੰ ਕਿਸੇ ਕਿਸਮ ਦੀ ਮੁਸ਼ਕਿਲ ਨਹੀਂ ਆਉਣ ਦਿੱਤੀ ਜਾਵੇਗੀ। ਪੰਜਾਬ ਸਰਕਾਰ ਵੱਲੋਂ ਪੰਜਾਬ ਦੇ ਕਿਸਾਨਾਂ ਦੀ ਭਲਾਈ ਲਈ ਅਨੇਕਾਂ ਯੋਜਨਾਵਾਂ ਚਲਾਈਆਂ ਜਾ ਰਹੀਆਂ ਹਨ ਅਤੇ ਇਨ੍ਹਾਂ ਯੋਜਨਾਵਾਂ ਦਾ ਲਾਭ ਹਰ ਲੋੜਵੰਦ ਤੱਕ ਪਹੁੰਚਾਇਆ ਜਾ ਰਿਹਾ ਹੈ। ਜ਼ਿਲ੍ਹਾ ਪ੍ਰਸ਼ਾਸਨ ਵੱਲੋਂ ਮੰਡੀਆਂ ਵਿੱਚ ਕਣਕ ਦੀ ਖਰੀਦ ਦੇ ਪੁਖਤਾ ਪ੍ਰਬੰਧ ਕੀਤੇ ਗਏ ਹਨ। ਕਿਸਾਨਾਂ ਨੂੰ ਕਿਸੇ ਕਿਸਮ ਦੀ ਮੁਸ਼ਕਿਲ ਨਹੀਂ ਆਉਣ ਦਿੱਤੀ ਜਾਵੇਗੀ। ਪੰਜਾਬ ਸਰਕਾਰ ਵੱਲੋਂ ਪੰਜਾਬ ਦੇ ਕਿਸਾਨਾਂ ਦੀ ਭਲਾਈ ਲਈ ਅਨੇਕਾਂ ਯੋਜਨਾਵਾਂ ਚਲਾਈਆਂ ਜਾ ਰਹੀਆਂ ਹਨ ਅਤੇ ਇਨ੍ਹਾਂ ਯੋਜਨਾਵਾਂ ਦਾ ਲਾਭ ਹਰ ਲੋੜਵੰਦ ਤੱਕ ਪਹੁੰਚਾਇਆ ਜਾ ਰਿਹਾ ਹੈ। ਜ਼ਿਲ੍ਹਾ ਪ੍ਰਸ਼ਾਸਨ ਵੱਲੋਂ ਮੰਡੀਆਂ ਵਿੱਚ ਕਣਕ ਦੀ ਖਰੀਦ ਦੇ ਪੁਖਤਾ ਪ੍ਰਬੰਧ ਕੀਤੇ ਗਏ ਹਨ। [368,484,432,549]
headline-poem: ਹੱਥਾਂ ਤੋਂ ਵੱਧ ਕੀਮਤੀ ਗੱਲਾਂ [392,559,452,566]
body-text: ਪੰਜਾਬ ਸਰਕਾਰ ਵੱਲੋਂ ਪੰਜਾਬ ਦੇ ਕਿਸਾਨਾਂ ਦੀ ਭਲਾਈ ਲਈ ਅਨੇਕਾਂ ਯੋਜਨਾਵਾਂ ਚਲਾਈਆਂ ਜਾ ਰਹੀਆਂ ਹਨ ਅਤੇ ਇਨ੍ਹਾਂ ਯੋਜਨਾਵਾਂ ਦਾ ਲਾਭ ਹਰ ਲੋੜਵੰਦ ਤੱਕ ਪਹੁੰਚਾਇਆ ਜਾ ਰਿਹਾ ਹੈ। ਜ਼ਿਲ੍ਹਾ ਪ੍ਰਸ਼ਾਸਨ ਵੱਲੋਂ ਮੰਡੀਆਂ ਵਿੱਚ ਕਣਕ ਦੀ ਖਰੀਦ ਦੇ ਪੁਖਤਾ ਪ੍ਰਬੰਧ ਕੀਤੇ ਗਏ ਹਨ। ਕਿਸਾਨਾਂ ਨੂੰ ਕਿਸੇ ਕਿਸਮ ਦੀ ਮੁਸ਼ਕਿਲ ਨਹੀਂ ਆਉਣ ਦਿੱਤੀ ਜਾਵੇਗੀ। ਪੰਜਾਬ ਸਰਕਾਰ ਵੱਲੋਂ ਪੰਜਾਬ ਦੇ ਕਿਸਾਨਾਂ ਦੀ ਭਲਾਈ ਲਈ ਅਨੇਕਾਂ ਯੋਜਨਾਵਾਂ ਚਲਾਈਆਂ ਜਾ ਰਹੀਆਂ ਹਨ ਅਤੇ ਇਨ੍ਹਾਂ ਯੋਜਨਾਵਾਂ ਦਾ ਲਾਭ ਹਰ ਲੋੜਵੰਦ ਤੱਕ ਪਹੁੰਚਾਇਆ ਜਾ ਰਿਹਾ ਹੈ। ਜ਼ਿਲ੍ਹਾ ਪ੍ਰਸ਼ਾਸਨ ਵੱਲੋਂ ਮੰਡੀਆਂ ਵਿੱਚ ਕਣਕ ਦੀ ਖਰੀਦ ਦੇ ਪੁਖਤਾ ਪ੍ਰਬੰਧ ਕੀਤੇ ਗਏ ਹਨ। ਕਿਸਾਨਾਂ ਨੂੰ ਕਿਸੇ ਕਿਸਮ ਦੀ ਮੁਸ਼ਕਿਲ ਨਹੀਂ ਆਉਣ ਦਿੱਤੀ ਜਾਵੇਗੀ। ਪੰਜਾਬ ਸਰਕਾਰ ਵੱਲੋਂ ਪੰਜਾਬ ਦੇ ਕਿਸਾਨਾਂ ਦੀ ਭਲਾਈ ਲਈ ਅਨੇਕਾਂ ਯੋਜਨਾਵਾਂ ਚਲਾਈਆਂ ਜਾ ਰਹੀਆਂ ਹਨ ਅਤੇ ਇਨ੍ਹਾਂ ਯੋਜਨਾਵਾਂ ਦਾ ਲਾਭ ਹਰ ਲੋੜਵੰਦ ਤੱਕ ਪਹੁੰਚਾਇਆ ਜਾ ਰਿਹਾ ਹੈ। ਜ਼ਿਲ੍ਹਾ ਪ੍ਰਸ਼ਾਸਨ ਵੱਲੋਂ ਮੰਡੀਆਂ ਵਿੱਚ ਕਣਕ ਦੀ ਖਰੀਦ ਦੇ ਪੁਖਤਾ ਪ੍ਰਬੰਧ ਕੀਤੇ ਗਏ ਹਨ। ਕਿਸਾਨਾਂ ਨੂੰ ਕਿਸੇ ਕਿਸਮ ਦੀ ਮੁਸ਼ਕਿਲ ਨਹੀਂ ਆਉਣ ਦਿੱਤੀ ਜਾਵੇਗੀ। ਪੰਜਾਬ ਸਰਕਾਰ ਵੱਲੋਂ ਪੰਜਾਬ ਦੇ ਕਿਸਾਨਾਂ ਦੀ ਭਲਾਈ ਲਈ ਅਨੇਕਾਂ ਯੋਜਨਾਵਾਂ ਚਲਾਈਆਂ ਜਾ ਰਹੀਆਂ ਹਨ ਅਤੇ ਇਨ੍ਹਾਂ ਯੋਜਨਾਵਾਂ ਦਾ ਲਾਭ ਹਰ ਲੋੜਵੰਦ ਤੱਕ ਪਹੁੰਚਾਇਆ ਜਾ ਰਿਹਾ ਹੈ। ਜ਼ਿਲ੍ਹਾ ਪ੍ਰਸ਼ਾਸਨ ਵੱਲੋਂ ਮੰਡੀਆਂ ਵਿੱਚ ਕਣਕ ਦੀ ਖਰੀਦ ਦੇ ਪੁਖਤਾ ਪ੍ਰਬੰਧ ਕੀਤੇ ਗਏ ਹਨ। ਕਿਸਾਨਾਂ ਨੂੰ ਕਿਸੇ ਕਿਸਮ ਦੀ ਮੁਸ਼ਕਿਲ ਨਹੀਂ ਆਉਣ ਦਿੱਤੀ ਜਾਵੇਗੀ। ਪੰਜਾਬ ਸਰਕਾਰ ਵੱਲੋਂ ਪੰਜਾਬ ਦੇ ਕਿਸਾਨਾਂ ਦੀ ਭਲਾਈ ਲਈ ਅਨੇਕਾਂ ਯੋਜਨਾਵਾਂ ਚਲਾਈਆਂ ਜਾ ਰਹੀਆਂ ਹਨ ਅਤੇ ਇਨ੍ਹਾਂ ਯੋਜਨਾਵਾਂ ਦਾ ਲਾਭ ਹਰ ਲੋੜਵੰਦ ਤੱਕ ਪਹੁੰਚਾਇਆ ਜਾ ਰਿਹਾ ਹੈ। ਜ਼ਿਲ੍ਹਾ ਪ੍ਰਸ਼ਾਸਨ ਵੱਲੋਂ ਮੰਡੀਆਂ ਵਿੱਚ ਕਣਕ ਦੀ ਖਰੀਦ ਦੇ ਪੁਖਤਾ ਪ੍ਰਬੰਧ ਕੀਤੇ ਗਏ ਹਨ। ਕਿਸਾਨਾਂ ਨੂੰ ਕਿਸੇ ਕਿਸਮ ਦੀ ਮੁਸ਼ਕਿਲ ਨਹੀਂ ਆਉਣ ਦਿੱਤੀ ਜਾਵੇਗੀ। ਪੰਜਾਬ ਸਰਕਾਰ ਵੱਲੋਂ ਪੰਜਾਬ ਦੇ ਕਿਸਾਨਾਂ ਦੀ ਭਲਾਈ ਲਈ ਅਨੇਕਾਂ ਯੋਜਨਾਵਾਂ ਚਲਾਈਆਂ ਜਾ ਰਹੀਆਂ ਹਨ ਅਤੇ ਇਨ੍ਹਾਂ ਯੋਜਨਾਵਾਂ ਦਾ ਲਾਭ ਹਰ ਲੋੜਵੰਦ ਤੱਕ ਪਹੁੰਚਾਇਆ ਜਾ ਰਿਹਾ ਹੈ। ਜ਼ਿਲ੍ਹਾ ਪ੍ਰਸ਼ਾਸਨ ਵੱਲੋਂ ਮੰਡੀਆਂ ਵਿੱਚ ਕਣਕ ਦੀ ਖਰੀਦ ਦੇ ਪੁਖਤਾ ਪ੍ਰਬੰਧ ਕੀਤੇ [51,674,103,796]
dc-meeting-photo [163,589,278,664]
meeting-photo [313,419,364,479]
body-text: ਪੰਜਾਬ ਸਰਕਾਰ ਵੱਲੋਂ ਪੰਜਾਬ ਦੇ ਕਿਸਾਨਾਂ ਦੀ ਭਲਾਈ ਲਈ ਅਨੇਕਾਂ ਯੋਜਨਾਵਾਂ ਚਲਾਈਆਂ ਜਾ ਰਹੀਆਂ ਹਨ ਅਤੇ ਇਨ੍ਹਾਂ ਯੋਜਨਾਵਾਂ ਦਾ ਲਾਭ ਹਰ ਲੋੜਵੰਦ ਤੱਕ ਪਹੁੰਚਾਇਆ ਜਾ ਰਿਹਾ ਹੈ। ਜ਼ਿਲ੍ਹਾ ਪ੍ਰਸ਼ਾਸਨ ਵੱਲੋਂ ਮੰਡੀਆਂ ਵਿੱਚ ਕਣਕ ਦੀ ਖਰੀਦ ਦੇ ਪੁਖਤਾ ਪ੍ਰਬੰਧ ਕੀਤੇ ਗਏ ਹਨ। ਕਿਸਾਨਾਂ ਨੂੰ ਕਿਸੇ ਕਿਸਮ ਦੀ ਮੁਸ਼ਕਿਲ ਨਹੀਂ ਆਉਣ ਦਿੱਤੀ ਜਾਵੇਗੀ। ਪੰਜਾਬ ਸਰਕਾਰ ਵੱਲੋਂ ਪੰਜਾਬ ਦੇ ਕਿਸਾਨਾਂ ਦੀ ਭਲਾਈ ਲਈ ਅਨੇਕਾਂ ਯੋਜਨਾਵਾਂ ਚਲਾਈਆਂ ਜਾ ਰਹੀਆਂ ਹਨ ਅਤੇ ਇਨ੍ਹਾਂ ਯੋਜਨਾਵਾਂ ਦਾ ਲਾਭ ਹਰ ਲੋੜਵੰਦ ਤੱਕ ਪਹੁੰਚਾਇਆ ਜਾ ਰਿਹਾ ਹੈ। ਜ਼ਿਲ੍ਹਾ ਪ੍ਰਸ਼ਾਸਨ ਵੱਲੋਂ ਮੰਡੀਆਂ ਵਿੱਚ ਕਣਕ ਦੀ ਖਰੀਦ ਦੇ ਪੁਖਤਾ ਪ੍ਰਬੰਧ ਕੀਤੇ ਗਏ ਹਨ। ਕਿਸਾਨਾਂ ਨੂੰ ਕਿਸੇ ਕਿਸਮ ਦੀ ਮੁਸ਼ਕਿਲ ਨਹੀਂ ਆਉਣ ਦਿੱਤੀ ਜਾਵੇਗੀ। ਪੰਜਾਬ ਸਰਕਾਰ ਵੱਲੋਂ ਪੰਜਾਬ ਦੇ ਕਿਸਾਨਾਂ ਦੀ ਭਲਾਈ ਲਈ ਅਨੇਕਾਂ ਯੋਜਨਾਵਾਂ ਚਲਾਈਆਂ ਜਾ ਰਹੀਆਂ ਹਨ ਅਤੇ ਇਨ੍ਹਾਂ ਯੋਜਨਾਵਾਂ ਦਾ ਲਾਭ ਹਰ ਲੋੜਵੰਦ ਤੱਕ ਪਹੁੰਚਾਇਆ ਜਾ ਰਿਹਾ ਹੈ। ਜ਼ਿਲ੍ਹਾ ਪ੍ਰਸ਼ਾਸਨ ਵੱਲੋਂ ਮੰਡੀਆਂ ਵਿੱਚ ਕਣਕ ਦੀ ਖਰੀਦ ਦੇ ਪੁਖਤਾ ਪ੍ਰਬੰਧ ਕੀਤੇ ਗਏ ਹਨ। ਕਿਸਾਨਾਂ ਨੂੰ ਕਿਸੇ ਕਿਸਮ ਦੀ ਮੁਸ਼ਕਿਲ ਨਹੀਂ ਆਉਣ ਦਿੱਤੀ ਜਾਵੇਗੀ। ਪੰਜਾਬ ਸਰਕਾਰ ਵੱਲੋਂ ਪੰਜਾਬ ਦੇ ਕਿਸਾਨਾਂ ਦੀ ਭਲਾਈ ਲਈ ਅਨੇਕਾਂ ਯੋਜਨਾਵਾਂ ਚਲਾਈਆਂ ਜਾ ਰਹੀਆਂ ਹਨ ਅਤੇ ਇਨ੍ਹਾਂ ਯੋਜਨਾਵਾਂ ਦਾ ਲਾਭ ਹਰ ਲੋੜਵੰਦ ਤੱਕ ਪਹੁੰਚਾਇਆ ਜਾ ਰਿਹਾ ਹੈ। ਜ਼ਿਲ੍ਹਾ ਪ੍ਰਸ਼ਾਸਨ ਵੱਲੋਂ ਮੰਡੀਆਂ ਵਿੱਚ ਕਣਕ ਦੀ ਖਰੀਦ ਦੇ ਪੁਖਤਾ ਪ੍ਰਬੰਧ ਕੀਤੇ ਗਏ ਹਨ। ਕਿਸਾਨਾਂ ਨੂੰ ਕਿਸੇ ਕਿਸਮ ਦੀ ਮੁਸ਼ਕਿਲ ਨਹੀਂ ਆਉਣ ਦਿੱਤੀ ਜਾਵੇਗੀ। ਪੰਜਾਬ ਸਰਕਾਰ ਵੱਲੋਂ ਪੰਜਾਬ ਦੇ ਕਿਸਾਨਾਂ ਦੀ ਭਲਾਈ ਲਈ ਅਨੇਕਾਂ ਯੋਜਨਾਵਾਂ ਚਲਾਈਆਂ ਜਾ ਰਹੀਆਂ ਹਨ ਅਤੇ ਇਨ੍ਹਾਂ ਯੋਜਨਾਵਾਂ ਦਾ ਲਾਭ ਹਰ ਲੋੜਵੰਦ ਤੱਕ ਪਹੁੰਚਾਇਆ ਜਾ ਰਿਹਾ ਹੈ। ਜ਼ਿਲ੍ਹਾ ਪ੍ਰਸ਼ਾਸਨ ਵੱਲੋਂ ਮੰਡੀਆਂ ਵਿੱਚ ਕਣਕ ਦੀ ਖਰੀਦ ਦੇ ਪੁਖਤਾ ਪ੍ਰਬੰਧ ਕੀਤੇ ਗਏ ਹਨ। ਕਿਸਾਨਾਂ ਨੂੰ ਕਿਸੇ ਕਿਸਮ ਦੀ ਮੁਸ਼ਕਿਲ ਨਹੀਂ ਆਉਣ ਦਿੱਤੀ ਜਾਵੇਗੀ। ਪੰਜਾਬ ਸਰਕਾਰ ਵੱਲੋਂ ਪੰਜਾਬ ਦੇ ਕਿਸਾਨਾਂ ਦੀ ਭਲਾਈ ਲਈ ਅਨੇਕਾਂ ਯੋਜਨਾਵਾਂ ਚਲਾਈਆਂ ਜਾ ਰਹੀਆਂ ਹਨ ਅਤੇ ਇਨ੍ਹਾਂ ਯੋਜਨਾਵਾਂ ਦਾ ਲਾਭ ਹਰ ਲੋੜਵੰਦ ਤੱਕ ਪਹੁੰਚਾਇਆ ਜਾ ਰਿਹਾ ਹੈ। ਜ਼ਿਲ੍ਹਾ ਪ੍ਰਸ਼ਾਸਨ ਵੱਲੋਂ ਮੰਡੀਆਂ ਵਿੱਚ ਕਣਕ ਦੀ ਖਰੀਦ ਦੇ ਪੁਖਤਾ ਪ੍ਰਬੰਧ ਕੀਤੇ ਗਏ ਹਨ। ਕਿਸਾਨਾਂ ਨੂੰ ਕਿਸੇ ਕਿਸਮ ਦੀ ਮੁਸ਼ਕਿਲ ਨਹੀਂ ਆਉਣ [126,335,250,386]
van-photo [368,419,498,481]
farmer-photo [432,291,498,351]
body-text: ਪੰਜਾਬ ਸਰਕਾਰ ਵੱਲੋਂ ਪੰਜਾਬ ਦੇ ਕਿਸਾਨਾਂ ਦੀ ਭਲਾਈ ਲਈ ਅਨੇਕਾਂ ਯੋਜਨਾਵਾਂ ਚਲਾਈਆਂ ਜਾ ਰਹੀਆਂ ਹਨ ਅਤੇ ਇਨ੍ਹਾਂ ਯੋਜਨਾਵਾਂ ਦਾ ਲਾਭ ਹਰ ਲੋੜਵੰਦ ਤੱਕ ਪਹੁੰਚਾਇਆ ਜਾ ਰਿਹਾ ਹੈ। ਜ਼ਿਲ੍ਹਾ ਪ੍ਰਸ਼ਾਸਨ ਵੱਲੋਂ ਮੰਡੀਆਂ ਵਿੱਚ ਕਣਕ ਦੀ ਖਰੀਦ ਦੇ ਪੁਖਤਾ ਪ੍ਰਬੰਧ ਕੀਤੇ ਗਏ ਹਨ। ਕਿਸਾਨਾਂ ਨੂੰ ਕਿਸੇ ਕਿਸਮ ਦੀ ਮੁਸ਼ਕਿਲ ਨਹੀਂ ਆਉਣ ਦਿੱਤੀ ਜਾਵੇਗੀ। ਪੰਜਾਬ ਸਰਕਾਰ ਵੱਲੋਂ ਪੰਜਾਬ ਦੇ ਕਿਸਾਨਾਂ ਦੀ ਭਲਾਈ ਲਈ ਅਨੇਕਾਂ ਯੋਜਨਾਵਾਂ ਚਲਾਈਆਂ ਜਾ ਰਹੀਆਂ ਹਨ ਅਤੇ ਇਨ੍ਹਾਂ ਯੋਜਨਾਵਾਂ ਦਾ ਲਾਭ ਹਰ ਲੋੜਵੰਦ ਤੱਕ ਪਹੁੰਚਾਇਆ ਜਾ ਰਿਹਾ ਹੈ। ਜ਼ਿਲ੍ਹਾ ਪ੍ਰਸ਼ਾਸਨ ਵੱਲੋਂ ਮੰਡੀਆਂ ਵਿੱਚ ਕਣਕ ਦੀ ਖਰੀਦ ਦੇ ਪੁਖਤਾ ਪ੍ਰਬੰਧ ਕੀਤੇ ਗਏ ਹਨ। ਕਿਸਾਨਾਂ ਨੂੰ ਕਿਸੇ ਕਿਸਮ ਦੀ ਮੁਸ਼ਕਿਲ ਨਹੀਂ ਆਉਣ ਦਿੱਤੀ ਜਾਵੇਗੀ। ਪੰਜਾਬ ਸਰਕਾਰ ਵੱਲੋਂ ਪੰਜਾਬ ਦੇ ਕਿਸਾਨਾਂ ਦੀ ਭਲਾਈ ਲਈ ਅਨੇਕਾਂ ਯੋਜਨਾਵਾਂ ਚਲਾਈਆਂ ਜਾ ਰਹੀਆਂ ਹਨ ਅਤੇ ਇਨ੍ਹਾਂ ਯੋਜਨਾਵਾਂ ਦਾ ਲਾਭ ਹਰ ਲੋੜਵੰਦ ਤੱਕ ਪਹੁੰਚਾਇਆ ਜਾ ਰਿਹਾ ਹੈ। ਜ਼ਿਲ੍ਹਾ ਪ੍ਰਸ਼ਾਸਨ ਵੱਲੋਂ ਮੰਡੀਆਂ ਵਿੱਚ ਕਣਕ ਦੀ ਖਰੀਦ ਦੇ ਪੁਖਤਾ ਪ੍ਰਬੰਧ ਕੀਤੇ ਗਏ ਹਨ। ਕਿਸਾਨਾਂ ਨੂੰ ਕਿਸੇ ਕਿਸਮ ਦੀ ਮੁਸ਼ਕਿਲ ਨਹੀਂ ਆਉਣ ਦਿੱਤੀ ਜਾਵੇਗੀ। ਪੰਜਾਬ ਸਰਕਾਰ ਵੱਲੋਂ ਪੰਜਾਬ ਦੇ ਕਿਸਾਨਾਂ ਦੀ ਭਲਾਈ ਲਈ ਅਨੇਕਾਂ ਯੋਜਨਾਵਾਂ ਚਲਾਈਆਂ ਜਾ ਰਹੀਆਂ ਹਨ ਅਤੇ ਇਨ੍ਹਾਂ ਯੋਜਨਾਵਾਂ ਦਾ ਲਾਭ ਹਰ ਲੋੜਵੰਦ ਤੱਕ ਪਹੁੰਚਾਇਆ ਜਾ ਰਿਹਾ ਹੈ। ਜ਼ਿਲ੍ਹਾ ਪ੍ਰਸ਼ਾਸਨ ਵੱਲੋਂ ਮੰਡੀਆਂ ਵਿੱਚ ਕਣਕ ਦੀ ਖਰੀਦ ਦੇ ਪੁਖਤਾ ਪ੍ਰਬੰਧ ਕੀਤੇ ਗਏ ਹਨ। ਕਿਸਾਨਾਂ ਨੂੰ ਕਿਸੇ ਕਿਸਮ ਦੀ ਮੁਸ਼ਕਿਲ ਨਹੀਂ ਆਉਣ ਦਿੱਤੀ ਜਾਵੇਗੀ। ਪੰਜਾਬ ਸਰਕਾਰ ਵੱਲੋਂ ਪੰਜਾਬ ਦੇ ਕਿਸਾਨਾਂ ਦੀ ਭਲਾਈ ਲਈ ਅਨੇਕਾਂ ਯੋਜਨਾਵਾਂ ਚਲਾਈਆਂ ਜਾ ਰਹੀਆਂ ਹਨ ਅਤੇ ਇਨ੍ਹਾਂ ਯੋਜਨਾਵਾਂ ਦਾ ਲਾਭ ਹਰ ਲੋੜਵੰਦ ਤੱਕ ਪਹੁੰਚਾਇਆ ਜਾ ਰਿਹਾ ਹੈ। ਜ਼ਿਲ੍ਹਾ ਪ੍ਰਸ਼ਾਸਨ ਵੱਲੋਂ ਮੰਡੀਆਂ ਵਿੱਚ ਕਣਕ ਦੀ ਖਰੀਦ ਦੇ ਪੁਖਤਾ ਪ੍ਰਬੰਧ ਕੀਤੇ ਗਏ ਹਨ। ਕਿਸਾਨਾਂ ਨੂੰ ਕਿਸੇ ਕਿਸਮ ਦੀ ਮੁਸ਼ਕਿਲ ਨਹੀਂ ਆਉਣ ਦਿੱਤੀ ਜਾਵੇਗੀ। ਪੰਜਾਬ ਸਰਕਾਰ ਵੱਲੋਂ ਪੰਜਾਬ ਦੇ ਕਿਸਾਨਾਂ ਦੀ ਭਲਾਈ ਲਈ ਅਨੇਕਾਂ ਯੋਜਨਾਵਾਂ ਚਲਾਈਆਂ ਜਾ ਰਹੀਆਂ ਹਨ ਅਤੇ ਇਨ੍ਹਾਂ ਯੋਜਨਾਵਾਂ ਦਾ ਲਾਭ ਹਰ ਲੋੜਵੰਦ ਤੱਕ ਪਹੁੰਚਾਇਆ ਜਾ ਰਿਹਾ ਹੈ। ਜ਼ਿਲ੍ਹਾ ਪ੍ਰਸ਼ਾਸਨ ਵੱਲੋਂ ਮੰਡੀਆਂ ਵਿੱਚ ਕਣਕ ਦੀ ਖਰੀਦ ਦੇ ਪੁਖਤਾ ਪ੍ਰਬੰਧ ਕੀਤੇ ਗਏ ਹਨ। ਕਿਸਾਨਾਂ ਨੂੰ ਕਿਸੇ ਕਿਸਮ ਦੀ ਮੁਸ਼ਕਿਲ ਨਹੀਂ ਆਉਣ ਦਿੱਤੀ ਜਾਵੇਗੀ। [3,315,121,370]
portrait-photo [4,272,40,312]
body-text: ਪੰਜਾਬ ਸਰਕਾਰ ਵੱਲੋਂ ਪੰਜਾਬ ਦੇ ਕਿਸਾਨਾਂ ਦੀ ਭਲਾਈ ਲਈ ਅਨੇਕਾਂ ਯੋਜਨਾਵਾਂ ਚਲਾਈਆਂ ਜਾ ਰਹੀਆਂ ਹਨ ਅਤੇ ਇਨ੍ਹਾਂ ਯੋਜਨਾਵਾਂ ਦਾ ਲਾਭ ਹਰ ਲੋੜਵੰਦ ਤੱਕ ਪਹੁੰਚਾਇਆ ਜਾ ਰਿਹਾ ਹੈ। ਜ਼ਿਲ੍ਹਾ ਪ੍ਰਸ਼ਾਸਨ ਵੱਲੋਂ ਮੰਡੀਆਂ ਵਿੱਚ ਕਣਕ ਦੀ ਖਰੀਦ ਦੇ ਪੁਖਤਾ ਪ੍ਰਬੰਧ ਕੀਤੇ ਗਏ ਹਨ। ਕਿਸਾਨਾਂ ਨੂੰ ਕਿਸੇ ਕਿਸਮ ਦੀ ਮੁਸ਼ਕਿਲ ਨਹੀਂ ਆਉਣ ਦਿੱਤੀ ਜਾਵੇਗੀ। ਪੰਜਾਬ ਸਰਕਾਰ ਵੱਲੋਂ ਪੰਜਾਬ ਦੇ ਕਿਸਾਨਾਂ ਦੀ ਭਲਾਈ ਲਈ ਅਨੇਕਾਂ ਯੋਜਨਾਵਾਂ ਚਲਾਈਆਂ ਜਾ ਰਹੀਆਂ ਹਨ ਅਤੇ ਇਨ੍ਹਾਂ ਯੋਜਨਾਵਾਂ ਦਾ ਲਾਭ ਹਰ ਲੋੜਵੰਦ ਤੱਕ ਪਹੁੰਚਾਇਆ ਜਾ ਰਿਹਾ ਹੈ। ਜ਼ਿਲ੍ਹਾ ਪ੍ਰਸ਼ਾਸਨ ਵੱਲੋਂ ਮੰਡੀਆਂ ਵਿੱਚ ਕਣਕ ਦੀ ਖਰੀਦ ਦੇ ਪੁਖਤਾ ਪ੍ਰਬੰਧ ਕੀਤੇ ਗਏ ਹਨ। ਕਿਸਾਨਾਂ ਨੂੰ ਕਿਸੇ ਕਿਸਮ ਦੀ ਮੁਸ਼ਕਿਲ ਨਹੀਂ ਆਉਣ ਦਿੱਤੀ ਜਾਵੇਗੀ। ਪੰਜਾਬ ਸਰਕਾਰ ਵੱਲੋਂ ਪੰਜਾਬ ਦੇ ਕਿਸਾਨਾਂ ਦੀ ਭਲਾਈ ਲਈ ਅਨੇਕਾਂ ਯੋਜਨਾਵਾਂ ਚਲਾਈਆਂ ਜਾ ਰਹੀਆਂ ਹਨ ਅਤੇ ਇਨ੍ਹਾਂ ਯੋਜਨਾਵਾਂ ਦਾ ਲਾਭ ਹਰ ਲੋੜਵੰਦ ਤੱਕ ਪਹੁੰਚਾਇਆ ਜਾ ਰਿਹਾ ਹੈ। ਜ਼ਿਲ੍ਹਾ ਪ੍ਰਸ਼ਾਸਨ ਵੱਲੋਂ ਮੰਡੀਆਂ ਵਿੱਚ ਕਣਕ ਦੀ ਖਰੀਦ ਦੇ ਪੁਖਤਾ ਪ੍ਰਬੰਧ ਕੀਤੇ ਗਏ ਹਨ। ਕਿਸਾਨਾਂ ਨੂੰ ਕਿਸੇ ਕਿਸਮ ਦੀ ਮੁਸ਼ਕਿਲ ਨਹੀਂ ਆਉਣ ਦਿੱਤੀ ਜਾਵੇਗੀ। ਪੰਜਾਬ ਸਰਕਾਰ ਵੱਲੋਂ ਪੰਜਾਬ ਦੇ ਕਿਸਾਨਾਂ ਦੀ ਭਲਾਈ ਲਈ ਅਨੇਕਾਂ ਯੋਜਨਾਵਾਂ ਚਲਾਈਆਂ ਜਾ ਰਹੀਆਂ ਹਨ ਅਤੇ ਇਨ੍ਹਾਂ ਯੋਜਨਾਵਾਂ ਦਾ ਲਾਭ ਹਰ ਲੋੜਵੰਦ ਤੱਕ ਪਹੁੰਚਾਇਆ ਜਾ ਰਿਹਾ ਹੈ। ਜ਼ਿਲ੍ਹਾ ਪ੍ਰਸ਼ਾਸਨ ਵੱਲੋਂ ਮੰਡੀਆਂ ਵਿੱਚ ਕਣਕ ਦੀ ਖਰੀਦ ਦੇ ਪੁਖਤਾ ਪ੍ਰਬੰਧ ਕੀਤੇ ਗਏ ਹਨ। ਕਿਸਾਨਾਂ ਨੂੰ ਕਿਸੇ ਕਿਸਮ ਦੀ ਮੁਸ਼ਕਿਲ ਨਹੀਂ ਆਉਣ ਦਿੱਤੀ ਜਾਵੇਗੀ। ਪੰਜਾਬ ਸਰਕਾਰ ਵੱਲੋਂ ਪੰਜਾਬ ਦੇ ਕਿਸਾਨਾਂ ਦੀ ਭਲਾਈ ਲਈ ਅਨੇਕਾਂ ਯੋਜਨਾਵਾਂ ਚਲਾਈਆਂ ਜਾ ਰਹੀਆਂ ਹਨ ਅਤੇ ਇਨ੍ਹਾਂ ਯੋਜਨਾਵਾਂ ਦਾ ਲਾਭ ਹਰ ਲੋੜਵੰਦ ਤੱਕ ਪਹੁੰਚਾਇਆ ਜਾ ਰਿਹਾ ਹੈ। ਜ਼ਿਲ੍ਹਾ ਪ੍ਰਸ਼ਾਸਨ ਵੱਲੋਂ ਮੰਡੀਆਂ ਵਿੱਚ ਕਣਕ ਦੀ ਖਰੀਦ ਦੇ ਪੁਖਤਾ ਪ੍ਰਬੰਧ ਕੀਤੇ ਗਏ ਹਨ। ਕਿਸਾਨਾਂ ਨੂੰ ਕਿਸੇ ਕਿਸਮ ਦੀ ਮੁਸ਼ਕਿਲ ਨਹੀਂ ਆਉਣ ਦਿੱਤੀ ਜਾਵੇਗੀ। ਪੰਜਾਬ ਸਰਕਾਰ ਵੱਲੋਂ ਪੰਜਾਬ ਦੇ ਕਿਸਾਨਾਂ ਦੀ ਭਲਾਈ ਲਈ ਅਨੇਕਾਂ ਯੋਜਨਾਵਾਂ ਚਲਾਈਆਂ ਜਾ ਰਹੀਆਂ ਹਨ ਅਤੇ ਇਨ੍ਹਾਂ ਯੋਜਨਾਵਾਂ ਦਾ ਲਾਭ ਹਰ ਲੋੜਵੰਦ ਤੱਕ ਪਹੁੰਚਾਇਆ ਜਾ ਰਿਹਾ ਹੈ। ਜ਼ਿਲ੍ਹਾ ਪ੍ਰਸ਼ਾਸਨ ਵੱਲੋਂ ਮੰਡੀਆਂ ਵਿੱਚ ਕਣਕ ਦੀ ਖਰੀਦ ਦੇ ਪੁਖਤਾ ਪ੍ਰਬੰਧ ਕੀਤੇ ਗਏ ਹਨ। ਕਿਸਾਨਾਂ ਨੂੰ ਕਿਸੇ ਕਿਸਮ ਦੀ ਮੁਸ਼ਕਿਲ ਨਹੀਂ ਆਉਣ ਦਿੱਤੀ ਜਾਵੇਗੀ। [221,78,301,160]
headline-committee: ਮਿਨਿਸਟਰੀ ਆਫ ਜਸਟਿਸ ਕੇ ਦਾਦਾ ਕਮੇਟੀ ਦੀ ਨਵੀਂ ਟੀਮ ਦੀ ਨਿਯੁਕਤੀ ਦਾ ਸਵਾਗਤ ਕੀਤਾ [5,249,119,260]
author-photo [450,755,480,785]
body-text: ਪੰਜਾਬ ਸਰਕਾਰ ਵੱਲੋਂ ਪੰਜਾਬ ਦੇ ਕਿਸਾਨਾਂ ਦੀ ਭਲਾਈ ਲਈ ਅਨੇਕਾਂ ਯੋਜਨਾਵਾਂ ਚਲਾਈਆਂ ਜਾ ਰਹੀਆਂ ਹਨ ਅਤੇ ਇਨ੍ਹਾਂ ਯੋਜਨਾਵਾਂ ਦਾ ਲਾਭ ਹਰ ਲੋੜਵੰਦ ਤੱਕ ਪਹੁੰਚਾਇਆ ਜਾ ਰਿਹਾ ਹੈ। ਜ਼ਿਲ੍ਹਾ ਪ੍ਰਸ਼ਾਸਨ ਵੱਲੋਂ ਮੰਡੀਆਂ ਵਿੱਚ ਕਣਕ ਦੀ ਖਰੀਦ ਦੇ ਪੁਖਤਾ ਪ੍ਰਬੰਧ ਕੀਤੇ ਗਏ ਹਨ। ਕਿਸਾਨਾਂ ਨੂੰ ਕਿਸੇ ਕਿਸਮ ਦੀ ਮੁਸ਼ਕਿਲ ਨਹੀਂ ਆਉਣ ਦਿੱਤੀ ਜਾਵੇਗੀ। ਪੰਜਾਬ ਸਰਕਾਰ ਵੱਲੋਂ ਪੰਜਾਬ ਦੇ ਕਿਸਾਨਾਂ ਦੀ ਭਲਾਈ ਲਈ ਅਨੇਕਾਂ ਯੋਜਨਾਵਾਂ ਚਲਾਈਆਂ ਜਾ ਰਹੀਆਂ ਹਨ ਅਤੇ ਇਨ੍ਹਾਂ ਯੋਜਨਾਵਾਂ ਦਾ ਲਾਭ ਹਰ ਲੋੜਵੰਦ ਤੱਕ ਪਹੁੰਚਾਇਆ ਜਾ ਰਿਹਾ ਹੈ। ਜ਼ਿਲ੍ਹਾ ਪ੍ਰਸ਼ਾਸਨ ਵੱਲੋਂ ਮੰਡੀਆਂ ਵਿੱਚ ਕਣਕ ਦੀ ਖਰੀਦ ਦੇ ਪੁਖਤਾ ਪ੍ਰਬੰਧ ਕੀਤੇ ਗਏ ਹਨ। ਕਿਸਾਨਾਂ ਨੂੰ ਕਿਸੇ ਕਿਸਮ ਦੀ ਮੁਸ਼ਕਿਲ ਨਹੀਂ ਆਉਣ ਦਿੱਤੀ ਜਾਵੇਗੀ। ਪੰਜਾਬ ਸਰਕਾਰ ਵੱਲੋਂ ਪੰਜਾਬ ਦੇ ਕਿਸਾਨਾਂ ਦੀ ਭਲਾਈ ਲਈ ਅਨੇਕਾਂ ਯੋਜਨਾਵਾਂ ਚਲਾਈਆਂ ਜਾ ਰਹੀਆਂ ਹਨ ਅਤੇ ਇਨ੍ਹਾਂ ਯੋਜਨਾਵਾਂ ਦਾ ਲਾਭ ਹਰ ਲੋੜਵੰਦ ਤੱਕ ਪਹੁੰਚਾਇਆ ਜਾ ਰਿਹਾ ਹੈ। ਜ਼ਿਲ੍ਹਾ ਪ੍ਰਸ਼ਾਸਨ ਵੱਲੋਂ ਮੰਡੀਆਂ ਵਿੱਚ ਕਣਕ ਦੀ ਖਰੀਦ ਦੇ ਪੁਖਤਾ ਪ੍ਰਬੰਧ ਕੀਤੇ ਗਏ ਹਨ। ਕਿਸਾਨਾਂ ਨੂੰ ਕਿਸੇ ਕਿਸਮ ਦੀ ਮੁਸ਼ਕਿਲ ਨਹੀਂ ਆਉਣ ਦਿੱਤੀ ਜਾਵੇਗੀ। ਪੰਜਾਬ ਸਰਕਾਰ ਵੱਲੋਂ ਪੰਜਾਬ ਦੇ ਕਿਸਾਨਾਂ ਦੀ ਭਲਾਈ ਲਈ ਅਨੇਕਾਂ ਯੋਜਨਾਵਾਂ ਚਲਾਈਆਂ ਜਾ ਰਹੀਆਂ ਹਨ ਅਤੇ ਇਨ੍ਹਾਂ ਯੋਜਨਾਵਾਂ ਦਾ ਲਾਭ ਹਰ ਲੋੜਵੰਦ ਤੱਕ ਪਹੁੰਚਾਇਆ ਜਾ ਰਿਹਾ ਹੈ। ਜ਼ਿਲ੍ਹਾ ਪ੍ਰਸ਼ਾਸਨ ਵੱਲੋਂ ਮੰਡੀਆਂ ਵਿੱਚ ਕਣਕ ਦੀ ਖਰੀਦ ਦੇ ਪੁਖਤਾ ਪ੍ਰਬੰਧ ਕੀਤੇ ਗਏ ਹਨ। ਕਿਸਾਨਾਂ ਨੂੰ ਕਿਸੇ ਕਿਸਮ ਦੀ ਮੁਸ਼ਕਿਲ ਨਹੀਂ ਆਉਣ ਦਿੱਤੀ ਜਾਵੇਗੀ। ਪੰਜਾਬ ਸਰਕਾਰ ਵੱਲੋਂ ਪੰਜਾਬ ਦੇ ਕਿਸਾਨਾਂ ਦੀ ਭਲਾਈ ਲਈ ਅਨੇਕਾਂ ਯੋਜਨਾਵਾਂ ਚਲਾਈਆਂ ਜਾ ਰਹੀਆਂ ਹਨ ਅਤੇ ਇਨ੍ਹਾਂ ਯੋਜਨਾਵਾਂ ਦਾ ਲਾਭ ਹਰ ਲੋੜਵੰਦ ਤੱਕ ਪਹੁੰਚਾਇਆ ਜਾ ਰਿਹਾ ਹੈ। ਜ਼ਿਲ੍ਹਾ ਪ੍ਰਸ਼ਾਸਨ ਵੱਲੋਂ ਮੰਡੀਆਂ ਵਿੱਚ ਕਣਕ ਦੀ ਖਰੀਦ ਦੇ ਪੁਖਤਾ ਪ੍ਰਬੰਧ ਕੀਤੇ ਗਏ ਹਨ। ਕਿਸਾਨਾਂ ਨੂੰ ਕਿਸੇ ਕਿਸਮ ਦੀ ਮੁਸ਼ਕਿਲ ਨਹੀਂ ਆਉਣ ਦਿੱਤੀ ਜਾਵੇਗੀ। ਪੰਜਾਬ ਸਰਕਾਰ ਵੱਲੋਂ ਪੰਜਾਬ ਦੇ ਕਿਸਾਨਾਂ ਦੀ ਭਲਾਈ ਲਈ ਅਨੇਕਾਂ ਯੋਜਨਾਵਾਂ ਚਲਾਈਆਂ ਜਾ ਰਹੀਆਂ ਹਨ ਅਤੇ ਇਨ੍ਹਾਂ ਯੋਜਨਾਵਾਂ ਦਾ ਲਾਭ ਹਰ ਲੋੜਵੰਦ ਤੱਕ ਪਹੁੰਚਾਇਆ ਜਾ ਰਿਹਾ ਹੈ। ਜ਼ਿਲ੍ਹਾ ਪ੍ਰਸ਼ਾਸਨ ਵੱਲੋਂ ਮੰਡੀਆਂ ਵਿੱਚ ਕਣਕ ਦੀ ਖਰੀਦ ਦੇ ਪੁਖਤਾ [66,156,136,244]
body-text: ਪੰਜਾਬ ਸਰਕਾਰ ਵੱਲੋਂ ਪੰਜਾਬ ਦੇ ਕਿਸਾਨਾਂ ਦੀ ਭਲਾਈ ਲਈ ਅਨੇਕਾਂ ਯੋਜਨਾਵਾਂ ਚਲਾਈਆਂ ਜਾ ਰਹੀਆਂ ਹਨ ਅਤੇ ਇਨ੍ਹਾਂ ਯੋਜਨਾਵਾਂ ਦਾ ਲਾਭ ਹਰ ਲੋੜਵੰਦ ਤੱਕ ਪਹੁੰਚਾਇਆ ਜਾ ਰਿਹਾ ਹੈ। ਜ਼ਿਲ੍ਹਾ ਪ੍ਰਸ਼ਾਸਨ ਵੱਲੋਂ ਮੰਡੀਆਂ ਵਿੱਚ ਕਣਕ ਦੀ ਖਰੀਦ ਦੇ ਪੁਖਤਾ ਪ੍ਰਬੰਧ ਕੀਤੇ ਗਏ ਹਨ। ਕਿਸਾਨਾਂ ਨੂੰ ਕਿਸੇ ਕਿਸਮ ਦੀ ਮੁਸ਼ਕਿਲ ਨਹੀਂ ਆਉਣ ਦਿੱਤੀ ਜਾਵੇਗੀ। ਪੰਜਾਬ ਸਰਕਾਰ ਵੱਲੋਂ ਪੰਜਾਬ ਦੇ ਕਿਸਾਨਾਂ ਦੀ ਭਲਾਈ ਲਈ ਅਨੇਕਾਂ ਯੋਜਨਾਵਾਂ ਚਲਾਈਆਂ ਜਾ ਰਹੀਆਂ ਹਨ ਅਤੇ ਇਨ੍ਹਾਂ ਯੋਜਨਾਵਾਂ ਦਾ ਲਾਭ ਹਰ ਲੋੜਵੰਦ ਤੱਕ ਪਹੁੰਚਾਇਆ ਜਾ ਰਿਹਾ ਹੈ। ਜ਼ਿਲ੍ਹਾ ਪ੍ਰਸ਼ਾਸਨ ਵੱਲੋਂ ਮੰਡੀਆਂ ਵਿੱਚ ਕਣਕ ਦੀ ਖਰੀਦ ਦੇ ਪੁਖਤਾ ਪ੍ਰਬੰਧ ਕੀਤੇ ਗਏ ਹਨ। ਕਿਸਾਨਾਂ ਨੂੰ ਕਿਸੇ ਕਿਸਮ ਦੀ ਮੁਸ਼ਕਿਲ ਨਹੀਂ ਆਉਣ ਦਿੱਤੀ ਜਾਵੇਗੀ। ਪੰਜਾਬ ਸਰਕਾਰ ਵੱਲੋਂ ਪੰਜਾਬ ਦੇ ਕਿਸਾਨਾਂ ਦੀ ਭਲਾਈ ਲਈ ਅਨੇਕਾਂ ਯੋਜਨਾਵਾਂ ਚਲਾਈਆਂ ਜਾ ਰਹੀਆਂ ਹਨ ਅਤੇ ਇਨ੍ਹਾਂ ਯੋਜਨਾਵਾਂ ਦਾ ਲਾਭ ਹਰ ਲੋੜਵੰਦ ਤੱਕ ਪਹੁੰਚਾਇਆ ਜਾ ਰਿਹਾ ਹੈ। ਜ਼ਿਲ੍ਹਾ ਪ੍ਰਸ਼ਾਸਨ ਵੱਲੋਂ ਮੰਡੀਆਂ ਵਿੱਚ ਕਣਕ ਦੀ ਖਰੀਦ ਦੇ ਪੁਖਤਾ ਪ੍ਰਬੰਧ ਕੀਤੇ ਗਏ ਹਨ। ਕਿਸਾਨਾਂ ਨੂੰ ਕਿਸੇ ਕਿਸਮ ਦੀ ਮੁਸ਼ਕਿਲ ਨਹੀਂ ਆਉਣ ਦਿੱਤੀ ਜਾਵੇਗੀ। ਪੰਜਾਬ ਸਰਕਾਰ ਵੱਲੋਂ ਪੰਜਾਬ ਦੇ ਕਿਸਾਨਾਂ ਦੀ ਭਲਾਈ ਲਈ ਅਨੇਕਾਂ ਯੋਜਨਾਵਾਂ ਚਲਾਈਆਂ ਜਾ ਰਹੀਆਂ ਹਨ ਅਤੇ ਇਨ੍ਹਾਂ ਯੋਜਨਾਵਾਂ ਦਾ ਲਾਭ ਹਰ ਲੋੜਵੰਦ ਤੱਕ ਪਹੁੰਚਾਇਆ ਜਾ ਰਿਹਾ ਹੈ। ਜ਼ਿਲ੍ਹਾ ਪ੍ਰਸ਼ਾਸਨ ਵੱਲੋਂ ਮੰਡੀਆਂ ਵਿੱਚ ਕਣਕ ਦੀ ਖਰੀਦ ਦੇ ਪੁਖਤਾ ਪ੍ਰਬੰਧ ਕੀਤੇ ਗਏ ਹਨ। ਕਿਸਾਨਾਂ ਨੂੰ ਕਿਸੇ ਕਿਸਮ ਦੀ ਮੁਸ਼ਕਿਲ ਨਹੀਂ ਆਉਣ ਦਿੱਤੀ ਜਾਵੇਗੀ। ਪੰਜਾਬ ਸਰਕਾਰ ਵੱਲੋਂ ਪੰਜਾਬ ਦੇ ਕਿਸਾਨਾਂ ਦੀ ਭਲਾਈ ਲਈ ਅਨੇਕਾਂ ਯੋਜਨਾਵਾਂ ਚਲਾਈਆਂ ਜਾ ਰਹੀਆਂ ਹਨ ਅਤੇ ਇਨ੍ਹਾਂ ਯੋਜਨਾਵਾਂ ਦਾ ਲਾਭ ਹਰ ਲੋੜਵੰਦ ਤੱਕ ਪਹੁੰਚਾਇਆ ਜਾ ਰਿਹਾ ਹੈ। ਜ਼ਿਲ੍ਹਾ ਪ੍ਰਸ਼ਾਸਨ ਵੱਲੋਂ ਮੰਡੀਆਂ ਵਿੱਚ ਕਣਕ ਦੀ ਖਰੀਦ ਦੇ ਪੁਖਤਾ ਪ੍ਰਬੰਧ ਕੀਤੇ ਗਏ ਹਨ। ਕਿਸਾਨਾਂ ਨੂੰ ਕਿਸੇ ਕਿਸਮ ਦੀ ਮੁਸ਼ਕਿਲ ਨਹੀਂ ਆਉਣ ਦਿੱਤੀ ਜਾਵੇਗੀ। ਪੰਜਾਬ ਸਰਕਾਰ ਵੱਲੋਂ ਪੰਜਾਬ ਦੇ ਕਿਸਾਨਾਂ ਦੀ ਭਲਾਈ ਲਈ ਅਨੇਕਾਂ ਯੋਜਨਾਵਾਂ ਚਲਾਈਆਂ ਜਾ ਰਹੀਆਂ ਹਨ ਅਤੇ ਇਨ੍ਹਾਂ ਯੋਜਨਾਵਾਂ ਦਾ ਲਾਭ ਹਰ ਲੋੜਵੰਦ ਤੱਕ ਪਹੁੰਚਾਇਆ ਜਾ ਰਿਹਾ ਹੈ। ਜ਼ਿਲ੍ਹਾ ਪ੍ਰਸ਼ਾਸਨ ਵੱਲੋਂ ਮੰਡੀਆਂ ਵਿੱਚ ਕਣਕ ਦੀ ਖਰੀਦ ਦੇ ਪੁਖਤਾ ਪ੍ਰਬੰਧ ਕੀਤੇ ਗਏ ਹਨ। ਕਿਸਾਨਾਂ ਨੂੰ ਕਿਸੇ ਕਿਸਮ ਦੀ ਮੁਸ਼ਕਿਲ ਨਹੀਂ ਆਉਣ ਦਿੱਤੀ ਜਾਵੇਗੀ। [3,63,63,172]
minister-photo [60,419,120,477]
body-text: ਪੰਜਾਬ ਸਰਕਾਰ ਵੱਲੋਂ ਪੰਜਾਬ ਦੇ ਕਿਸਾਨਾਂ ਦੀ ਭਲਾਈ ਲਈ ਅਨੇਕਾਂ ਯੋਜਨਾਵਾਂ ਚਲਾਈਆਂ ਜਾ ਰਹੀਆਂ ਹਨ ਅਤੇ ਇਨ੍ਹਾਂ ਯੋਜਨਾਵਾਂ ਦਾ ਲਾਭ ਹਰ ਲੋੜਵੰਦ ਤੱਕ ਪਹੁੰਚਾਇਆ ਜਾ ਰਿਹਾ ਹੈ। ਜ਼ਿਲ੍ਹਾ ਪ੍ਰਸ਼ਾਸਨ ਵੱਲੋਂ ਮੰਡੀਆਂ ਵਿੱਚ ਕਣਕ ਦੀ ਖਰੀਦ ਦੇ ਪੁਖਤਾ ਪ੍ਰਬੰਧ ਕੀਤੇ ਗਏ ਹਨ। ਕਿਸਾਨਾਂ ਨੂੰ ਕਿਸੇ ਕਿਸਮ ਦੀ ਮੁਸ਼ਕਿਲ ਨਹੀਂ ਆਉਣ ਦਿੱਤੀ ਜਾਵੇਗੀ। ਪੰਜਾਬ ਸਰਕਾਰ ਵੱਲੋਂ ਪੰਜਾਬ ਦੇ ਕਿਸਾਨਾਂ ਦੀ ਭਲਾਈ ਲਈ ਅਨੇਕਾਂ ਯੋਜਨਾਵਾਂ ਚਲਾਈਆਂ ਜਾ ਰਹੀਆਂ ਹਨ ਅਤੇ ਇਨ੍ਹਾਂ ਯੋਜਨਾਵਾਂ ਦਾ ਲਾਭ ਹਰ ਲੋੜਵੰਦ ਤੱਕ ਪਹੁੰਚਾਇਆ ਜਾ ਰਿਹਾ ਹੈ। ਜ਼ਿਲ੍ਹਾ ਪ੍ਰਸ਼ਾਸਨ ਵੱਲੋਂ ਮੰਡੀਆਂ ਵਿੱਚ ਕਣਕ ਦੀ ਖਰੀਦ ਦੇ ਪੁਖਤਾ ਪ੍ਰਬੰਧ ਕੀਤੇ ਗਏ ਹਨ। ਕਿਸਾਨਾਂ ਨੂੰ ਕਿਸੇ ਕਿਸਮ ਦੀ ਮੁਸ਼ਕਿਲ ਨਹੀਂ ਆਉਣ ਦਿੱਤੀ ਜਾਵੇਗੀ। ਪੰਜਾਬ ਸਰਕਾਰ ਵੱਲੋਂ ਪੰਜਾਬ ਦੇ ਕਿਸਾਨਾਂ ਦੀ ਭਲਾਈ ਲਈ ਅਨੇਕਾਂ ਯੋਜਨਾਵਾਂ ਚਲਾਈਆਂ ਜਾ ਰਹੀਆਂ ਹਨ ਅਤੇ ਇਨ੍ਹਾਂ ਯੋਜਨਾਵਾਂ ਦਾ ਲਾਭ ਹਰ ਲੋੜਵੰਦ ਤੱਕ ਪਹੁੰਚਾਇਆ ਜਾ ਰਿਹਾ ਹੈ। ਜ਼ਿਲ੍ਹਾ ਪ੍ਰਸ਼ਾਸਨ ਵੱਲੋਂ ਮੰਡੀਆਂ ਵਿੱਚ ਕਣਕ ਦੀ ਖਰੀਦ ਦੇ ਪੁਖਤਾ ਪ੍ਰਬੰਧ ਕੀਤੇ ਗਏ ਹਨ। ਕਿਸਾਨਾਂ ਨੂੰ ਕਿਸੇ ਕਿਸਮ ਦੀ ਮੁਸ਼ਕਿਲ ਨਹੀਂ ਆਉਣ ਦਿੱਤੀ ਜਾਵੇਗੀ। ਪੰਜਾਬ ਸਰਕਾਰ ਵੱਲੋਂ ਪੰਜਾਬ ਦੇ ਕਿਸਾਨਾਂ ਦੀ ਭਲਾਈ ਲਈ ਅਨੇਕਾਂ ਯੋਜਨਾਵਾਂ ਚਲਾਈਆਂ ਜਾ ਰਹੀਆਂ ਹਨ ਅਤੇ ਇਨ੍ਹਾਂ ਯੋਜਨਾਵਾਂ ਦਾ ਲਾਭ ਹਰ ਲੋੜਵੰਦ ਤੱਕ ਪਹੁੰਚਾਇਆ ਜਾ ਰਿਹਾ ਹੈ। ਜ਼ਿਲ੍ਹਾ ਪ੍ਰਸ਼ਾਸਨ ਵੱਲੋਂ ਮੰਡੀਆਂ ਵਿੱਚ ਕਣਕ ਦੀ ਖਰੀਦ ਦੇ ਪੁਖਤਾ ਪ੍ਰਬੰਧ ਕੀਤੇ ਗਏ ਹਨ। ਕਿਸਾਨਾਂ ਨੂੰ ਕਿਸੇ ਕਿਸਮ ਦੀ ਮੁਸ਼ਕਿਲ ਨਹੀਂ ਆਉਣ ਦਿੱਤੀ ਜਾਵੇਗੀ। ਪੰਜਾਬ ਸਰਕਾਰ ਵੱਲੋਂ ਪੰਜਾਬ ਦੇ ਕਿਸਾਨਾਂ ਦੀ ਭਲਾਈ ਲਈ ਅਨੇਕਾਂ ਯੋਜਨਾਵਾਂ ਚਲਾਈਆਂ ਜਾ ਰਹੀਆਂ ਹਨ ਅਤੇ ਇਨ੍ਹਾਂ ਯੋਜਨਾਵਾਂ ਦਾ ਲਾਭ ਹਰ ਲੋੜਵੰਦ ਤੱਕ ਪਹੁੰਚਾਇਆ ਜਾ ਰਿਹਾ ਹੈ। ਜ਼ਿਲ੍ਹਾ ਪ੍ਰਸ਼ਾਸਨ ਵੱਲੋਂ ਮੰਡੀਆਂ ਵਿੱਚ ਕਣਕ ਦੀ ਖਰੀਦ ਦੇ ਪੁਖਤਾ ਪ੍ਰਬੰਧ ਕੀਤੇ ਗਏ ਹਨ। ਕਿਸਾਨਾਂ ਨੂੰ ਕਿਸੇ ਕਿਸਮ ਦੀ ਮੁਸ਼ਕਿਲ ਨਹੀਂ ਆਉਣ ਦਿੱਤੀ ਜਾਵੇਗੀ। ਪੰਜਾਬ ਸਰਕਾਰ ਵੱਲੋਂ [256,291,314,386]
section-title: ਪੰਜਾਬ ਦਾ ਖੁਲਾਸਾ [221,4,279,14]
headline-coach-factory: ਰਿਕਾਰਡ ਉਤਪਾਦਨ ਕਰਨ ਵਾਲੀ ਕੋਚ ਫੈਕਟਰੀ ਵਿੱਚ ਇਕਸੀ ਪੇਂਟ ਨਾ ਹੋਣ ਕਾਰਨ ਉਤਪਾਦਨ ਰੁਕਿਆ [2,25,302,53]
headline-grant: ਪੰਜਾਬ ਸਰਕਾਰ ਵੱਲੋਂ ਐਸ.ਸੀ.ਬੀ.ਸੀ ਨਵਸਥਾਪਿਤ ਵਿਭਾਗ ਲਈ 80 ਲੱਖ ਰੁਪਏ ਦੀ ਗਰਾਂਟ ਜਾਰੀ - ਡਾ. ਬਲਜੀਤ ਕੌਰ [7,392,169,405]
body-text: ਪੰਜਾਬ ਸਰਕਾਰ ਵੱਲੋਂ ਪੰਜਾਬ ਦੇ ਕਿਸਾਨਾਂ ਦੀ ਭਲਾਈ ਲਈ ਅਨੇਕਾਂ ਯੋਜਨਾਵਾਂ ਚਲਾਈਆਂ ਜਾ ਰਹੀਆਂ ਹਨ ਅਤੇ ਇਨ੍ਹਾਂ ਯੋਜਨਾਵਾਂ ਦਾ ਲਾਭ ਹਰ ਲੋੜਵੰਦ ਤੱਕ ਪਹੁੰਚਾਇਆ ਜਾ ਰਿਹਾ ਹੈ। ਜ਼ਿਲ੍ਹਾ ਪ੍ਰਸ਼ਾਸਨ ਵੱਲੋਂ ਮੰਡੀਆਂ ਵਿੱਚ ਕਣਕ ਦੀ ਖਰੀਦ ਦੇ ਪੁਖਤਾ ਪ੍ਰਬੰਧ ਕੀਤੇ ਗਏ ਹਨ। ਕਿਸਾਨਾਂ ਨੂੰ ਕਿਸੇ ਕਿਸਮ ਦੀ ਮੁਸ਼ਕਿਲ ਨਹੀਂ ਆਉਣ ਦਿੱਤੀ ਜਾਵੇਗੀ। ਪੰਜਾਬ ਸਰਕਾਰ ਵੱਲੋਂ ਪੰਜਾਬ ਦੇ ਕਿਸਾਨਾਂ ਦੀ ਭਲਾਈ ਲਈ ਅਨੇਕਾਂ ਯੋਜਨਾਵਾਂ ਚਲਾਈਆਂ ਜਾ ਰਹੀਆਂ ਹਨ ਅਤੇ ਇਨ੍ਹਾਂ ਯੋਜਨਾਵਾਂ ਦਾ ਲਾਭ ਹਰ ਲੋੜਵੰਦ ਤੱਕ ਪਹੁੰਚਾਇਆ ਜਾ ਰਿਹਾ ਹੈ। ਜ਼ਿਲ੍ਹਾ ਪ੍ਰਸ਼ਾਸਨ ਵੱਲੋਂ ਮੰਡੀਆਂ ਵਿੱਚ ਕਣਕ ਦੀ ਖਰੀਦ ਦੇ ਪੁਖਤਾ ਪ੍ਰਬੰਧ ਕੀਤੇ ਗਏ ਹਨ। ਕਿਸਾਨਾਂ ਨੂੰ ਕਿਸੇ ਕਿਸਮ ਦੀ ਮੁਸ਼ਕਿਲ ਨਹੀਂ ਆਉਣ ਦਿੱਤੀ ਜਾਵੇਗੀ। ਪੰਜਾਬ ਸਰਕਾਰ ਵੱਲੋਂ ਪੰਜਾਬ ਦੇ ਕਿਸਾਨਾਂ ਦੀ ਭਲਾਈ ਲਈ ਅਨੇਕਾਂ ਯੋਜਨਾਵਾਂ ਚਲਾਈਆਂ ਜਾ ਰਹੀਆਂ ਹਨ ਅਤੇ ਇਨ੍ਹਾਂ ਯੋਜਨਾਵਾਂ ਦਾ ਲਾਭ ਹਰ ਲੋੜਵੰਦ ਤੱਕ ਪਹੁੰਚਾਇਆ ਜਾ ਰਿਹਾ ਹੈ। ਜ਼ਿਲ੍ਹਾ ਪ੍ਰਸ਼ਾਸਨ ਵੱਲੋਂ ਮੰਡੀਆਂ ਵਿੱਚ ਕਣਕ ਦੀ ਖਰੀਦ ਦੇ ਪੁਖਤਾ ਪ੍ਰਬੰਧ ਕੀਤੇ ਗਏ ਹਨ। ਕਿਸਾਨਾਂ ਨੂੰ ਕਿਸੇ ਕਿਸਮ ਦੀ ਮੁਸ਼ਕਿਲ ਨਹੀਂ ਆਉਣ ਦਿੱਤੀ ਜਾਵੇਗੀ। ਪੰਜਾਬ ਸਰਕਾਰ ਵੱਲੋਂ ਪੰਜਾਬ ਦੇ ਕਿਸਾਨਾਂ ਦੀ ਭਲਾਈ ਲਈ ਅਨੇਕਾਂ ਯੋਜਨਾਵਾਂ ਚਲਾਈਆਂ ਜਾ ਰਹੀਆਂ ਹਨ ਅਤੇ ਇਨ੍ਹਾਂ ਯੋਜਨਾਵਾਂ ਦਾ ਲਾਭ ਹਰ ਲੋੜਵੰਦ ਤੱਕ ਪਹੁੰਚਾਇਆ ਜਾ ਰਿਹਾ ਹੈ। ਜ਼ਿਲ੍ਹਾ ਪ੍ਰਸ਼ਾਸਨ ਵੱਲੋਂ ਮੰਡੀਆਂ ਵਿੱਚ ਕਣਕ ਦੀ ਖਰੀਦ ਦੇ ਪੁਖਤਾ ਪ੍ਰਬੰਧ ਕੀਤੇ ਗਏ ਹਨ। ਕਿਸਾਨਾਂ ਨੂੰ ਕਿਸੇ ਕਿਸਮ ਦੀ ਮੁਸ਼ਕਿਲ ਨਹੀਂ ਆਉਣ ਦਿੱਤੀ ਜਾਵੇਗੀ। ਪੰਜਾਬ ਸਰਕਾਰ ਵੱਲੋਂ ਪੰਜਾਬ ਦੇ ਕਿਸਾਨਾਂ ਦੀ ਭਲਾਈ ਲਈ ਅਨੇਕਾਂ ਯੋਜਨਾਵਾਂ ਚਲਾਈਆਂ ਜਾ ਰਹੀਆਂ ਹਨ ਅਤੇ ਇਨ੍ਹਾਂ ਯੋਜਨਾਵਾਂ ਦਾ ਲਾਭ ਹਰ ਲੋੜਵੰਦ ਤੱਕ ਪਹੁੰਚਾਇਆ ਜਾ ਰਿਹਾ ਹੈ। ਜ਼ਿਲ੍ਹਾ ਪ੍ਰਸ਼ਾਸਨ ਵੱਲੋਂ ਮੰਡੀਆਂ ਵਿੱਚ ਕਣਕ ਦੀ ਖਰੀਦ ਦੇ ਪੁਖਤਾ ਪ੍ਰਬੰਧ ਕੀਤੇ ਗਏ ਹਨ। ਕਿਸਾਨਾਂ ਨੂੰ ਕਿਸੇ ਕਿਸਮ ਦੀ ਮੁਸ਼ਕਿਲ ਨਹੀਂ ਆਉਣ ਦਿੱਤੀ ਜਾਵੇਗੀ। ਪੰਜਾਬ ਸਰਕਾਰ ਵੱਲੋਂ ਪੰਜਾਬ ਦੇ ਕਿਸਾਨਾਂ ਦੀ ਭਲਾਈ ਲਈ ਅਨੇਕਾਂ ਯੋਜਨਾਵਾਂ ਚਲਾਈਆਂ ਜਾ ਰਹੀਆਂ ਹਨ ਅਤੇ ਇਨ੍ਹਾਂ ਯੋਜਨਾਵਾਂ ਦਾ ਲਾਭ ਹਰ ਲੋੜਵੰਦ ਤੱਕ ਪਹੁੰਚਾਇਆ ਜਾ ਰਿਹਾ ਹੈ। ਜ਼ਿਲ੍ਹਾ ਪ੍ਰਸ਼ਾਸਨ ਵੱਲੋਂ ਮੰਡੀਆਂ ਵਿੱਚ ਕਣਕ ਦੀ ਖਰੀਦ ਦੇ ਪੁਖਤਾ ਪ੍ਰਬੰਧ ਕੀਤੇ ਗਏ ਹਨ। ਕਿਸਾਨਾਂ ਨੂੰ ਕਿਸੇ ਕਿਸਮ ਦੀ ਮੁਸ਼ਕਿਲ ਨਹੀਂ ਆਉਣ ਦਿੱਤੀ ਜਾਵੇਗੀ। [123,419,175,549]
body-text: ਪੰਜਾਬ ਸਰਕਾਰ ਵੱਲੋਂ ਪੰਜਾਬ ਦੇ ਕਿਸਾਨਾਂ ਦੀ ਭਲਾਈ ਲਈ ਅਨੇਕਾਂ ਯੋਜਨਾਵਾਂ ਚਲਾਈਆਂ ਜਾ ਰਹੀਆਂ ਹਨ ਅਤੇ ਇਨ੍ਹਾਂ ਯੋਜਨਾਵਾਂ ਦਾ ਲਾਭ ਹਰ ਲੋੜਵੰਦ ਤੱਕ ਪਹੁੰਚਾਇਆ ਜਾ ਰਿਹਾ ਹੈ। ਜ਼ਿਲ੍ਹਾ ਪ੍ਰਸ਼ਾਸਨ ਵੱਲੋਂ ਮੰਡੀਆਂ ਵਿੱਚ ਕਣਕ ਦੀ ਖਰੀਦ ਦੇ ਪੁਖਤਾ ਪ੍ਰਬੰਧ ਕੀਤੇ ਗਏ ਹਨ। ਕਿਸਾਨਾਂ ਨੂੰ ਕਿਸੇ ਕਿਸਮ ਦੀ ਮੁਸ਼ਕਿਲ ਨਹੀਂ ਆਉਣ ਦਿੱਤੀ ਜਾਵੇਗੀ। ਪੰਜਾਬ ਸਰਕਾਰ ਵੱਲੋਂ ਪੰਜਾਬ ਦੇ ਕਿਸਾਨਾਂ ਦੀ ਭਲਾਈ ਲਈ ਅਨੇਕਾਂ ਯੋਜਨਾਵਾਂ ਚਲਾਈਆਂ ਜਾ ਰਹੀਆਂ ਹਨ ਅਤੇ ਇਨ੍ਹਾਂ ਯੋਜਨਾਵਾਂ ਦਾ ਲਾਭ ਹਰ ਲੋੜਵੰਦ ਤੱਕ ਪਹੁੰਚਾਇਆ ਜਾ ਰਿਹਾ ਹੈ। ਜ਼ਿਲ੍ਹਾ ਪ੍ਰਸ਼ਾਸਨ ਵੱਲੋਂ ਮੰਡੀਆਂ ਵਿੱਚ ਕਣਕ ਦੀ ਖਰੀਦ ਦੇ ਪੁਖਤਾ ਪ੍ਰਬੰਧ ਕੀਤੇ ਗਏ ਹਨ। ਕਿਸਾਨਾਂ ਨੂੰ ਕਿਸੇ ਕਿਸਮ ਦੀ ਮੁਸ਼ਕਿਲ ਨਹੀਂ ਆਉਣ ਦਿੱਤੀ ਜਾਵੇਗੀ। ਪੰਜਾਬ ਸਰਕਾਰ ਵੱਲੋਂ ਪੰਜਾਬ ਦੇ ਕਿਸਾਨਾਂ ਦੀ ਭਲਾਈ ਲਈ ਅਨੇਕਾਂ ਯੋਜਨਾਵਾਂ ਚਲਾਈਆਂ ਜਾ ਰਹੀਆਂ ਹਨ ਅਤੇ ਇਨ੍ਹਾਂ ਯੋਜਨਾਵਾਂ ਦਾ ਲਾਭ ਹਰ ਲੋੜਵੰਦ ਤੱਕ ਪਹੁੰਚਾਇਆ ਜਾ ਰਿਹਾ ਹੈ। ਜ਼ਿਲ੍ਹਾ ਪ੍ਰਸ਼ਾਸਨ ਵੱਲੋਂ ਮੰਡੀਆਂ ਵਿੱਚ ਕਣਕ ਦੀ ਖਰੀਦ ਦੇ ਪੁਖਤਾ ਪ੍ਰਬੰਧ ਕੀਤੇ ਗਏ ਹਨ। ਕਿਸਾਨਾਂ ਨੂੰ ਕਿਸੇ ਕਿਸਮ ਦੀ ਮੁਸ਼ਕਿਲ ਨਹੀਂ ਆਉਣ ਦਿੱਤੀ ਜਾਵੇਗੀ। ਪੰਜਾਬ ਸਰਕਾਰ ਵੱਲੋਂ ਪੰਜਾਬ ਦੇ ਕਿਸਾਨਾਂ ਦੀ ਭਲਾਈ ਲਈ ਅਨੇਕਾਂ ਯੋਜਨਾਵਾਂ ਚਲਾਈਆਂ ਜਾ ਰਹੀਆਂ ਹਨ ਅਤੇ ਇਨ੍ਹਾਂ ਯੋਜਨਾਵਾਂ ਦਾ ਲਾਭ ਹਰ ਲੋੜਵੰਦ ਤੱਕ ਪਹੁੰਚਾਇਆ ਜਾ ਰਿਹਾ ਹੈ। ਜ਼ਿਲ੍ਹਾ ਪ੍ਰਸ਼ਾਸਨ ਵੱਲੋਂ ਮੰਡੀਆਂ ਵਿੱਚ ਕਣਕ ਦੀ ਖਰੀਦ ਦੇ ਪੁਖਤਾ ਪ੍ਰਬੰਧ ਕੀਤੇ ਗਏ ਹਨ। ਕਿਸਾਨਾਂ ਨੂੰ ਕਿਸੇ ਕਿਸਮ ਦੀ ਮੁਸ਼ਕਿਲ ਨਹੀਂ ਆਉਣ ਦਿੱਤੀ ਜਾਵੇਗੀ। ਪੰਜਾਬ ਸਰਕਾਰ ਵੱਲੋਂ ਪੰਜਾਬ ਦੇ ਕਿਸਾਨਾਂ ਦੀ ਭਲਾਈ ਲਈ ਅਨੇਕਾਂ ਯੋਜਨਾਵਾਂ ਚਲਾਈਆਂ ਜਾ ਰਹੀਆਂ ਹਨ ਅਤੇ ਇਨ੍ਹਾਂ ਯੋਜਨਾਵਾਂ ਦਾ ਲਾਭ ਹਰ ਲੋੜਵੰਦ ਤੱਕ ਪਹੁੰਚਾਇਆ ਜਾ ਰਿਹਾ ਹੈ। ਜ਼ਿਲ੍ਹਾ ਪ੍ਰਸ਼ਾਸਨ ਵੱਲੋਂ ਮੰਡੀਆਂ ਵਿੱਚ ਕਣਕ ਦੀ ਖਰੀਦ ਦੇ ਪੁਖਤਾ ਪ੍ਰਬੰਧ ਕੀਤੇ ਗਏ ਹਨ। ਕਿਸਾਨਾਂ ਨੂੰ ਕਿਸੇ ਕਿਸਮ ਦੀ ਮੁਸ਼ਕਿਲ ਨਹੀਂ ਆਉਣ ਦਿੱਤੀ ਜਾਵੇਗੀ। ਪੰਜਾਬ ਸਰਕਾਰ ਵੱਲੋਂ ਪੰਜਾਬ ਦੇ ਕਿਸਾਨਾਂ ਦੀ ਭਲਾਈ ਲਈ ਅਨੇਕਾਂ ਯੋਜਨਾਵਾਂ ਚਲਾਈਆਂ ਜਾ ਰਹੀਆਂ ਹਨ ਅਤੇ ਇਨ੍ਹਾਂ ਯੋਜਨਾਵਾਂ ਦਾ ਲਾਭ ਹਰ ਲੋੜਵੰਦ ਤੱਕ ਪਹੁੰਚਾਇਆ ਜਾ ਰਿਹਾ ਹੈ। ਜ਼ਿਲ੍ਹਾ ਪ੍ਰਸ਼ਾਸਨ ਵੱਲੋਂ ਮੰਡੀਆਂ ਵਿੱਚ ਕਣਕ ਦੀ ਖਰੀਦ ਦੇ ਪੁਖਤਾ ਪ੍ਰਬੰਧ [318,354,498,388]
body-text: ਪੰਜਾਬ ਸਰਕਾਰ ਵੱਲੋਂ ਪੰਜਾਬ ਦੇ ਕਿਸਾਨਾਂ ਦੀ ਭਲਾਈ ਲਈ ਅਨੇਕਾਂ ਯੋਜਨਾਵਾਂ ਚਲਾਈਆਂ ਜਾ ਰਹੀਆਂ ਹਨ ਅਤੇ ਇਨ੍ਹਾਂ ਯੋਜਨਾਵਾਂ ਦਾ ਲਾਭ ਹਰ ਲੋੜਵੰਦ ਤੱਕ ਪਹੁੰਚਾਇਆ ਜਾ ਰਿਹਾ ਹੈ। ਜ਼ਿਲ੍ਹਾ ਪ੍ਰਸ਼ਾਸਨ ਵੱਲੋਂ ਮੰਡੀਆਂ ਵਿੱਚ ਕਣਕ ਦੀ ਖਰੀਦ ਦੇ ਪੁਖਤਾ ਪ੍ਰਬੰਧ ਕੀਤੇ ਗਏ ਹਨ। ਕਿਸਾਨਾਂ ਨੂੰ ਕਿਸੇ ਕਿਸਮ ਦੀ ਮੁਸ਼ਕਿਲ ਨਹੀਂ ਆਉਣ ਦਿੱਤੀ ਜਾਵੇਗੀ। ਪੰਜਾਬ ਸਰਕਾਰ ਵੱਲੋਂ ਪੰਜਾਬ ਦੇ ਕਿਸਾਨਾਂ ਦੀ ਭਲਾਈ ਲਈ ਅਨੇਕਾਂ ਯੋਜਨਾਵਾਂ ਚਲਾਈਆਂ ਜਾ ਰਹੀਆਂ ਹਨ ਅਤੇ ਇਨ੍ਹਾਂ ਯੋਜਨਾਵਾਂ ਦਾ ਲਾਭ ਹਰ ਲੋੜਵੰਦ ਤੱਕ ਪਹੁੰਚਾਇਆ ਜਾ ਰਿਹਾ ਹੈ। ਜ਼ਿਲ੍ਹਾ ਪ੍ਰਸ਼ਾਸਨ ਵੱਲੋਂ ਮੰਡੀਆਂ ਵਿੱਚ ਕਣਕ ਦੀ ਖਰੀਦ ਦੇ ਪੁਖਤਾ ਪ੍ਰਬੰਧ ਕੀਤੇ ਗਏ ਹਨ। ਕਿਸਾਨਾਂ ਨੂੰ ਕਿਸੇ ਕਿਸਮ ਦੀ ਮੁਸ਼ਕਿਲ ਨਹੀਂ ਆਉਣ ਦਿੱਤੀ ਜਾਵੇਗੀ। ਪੰਜਾਬ ਸਰਕਾਰ ਵੱਲੋਂ ਪੰਜਾਬ ਦੇ ਕਿਸਾਨਾਂ ਦੀ ਭਲਾਈ ਲਈ ਅਨੇਕਾਂ ਯੋਜਨਾਵਾਂ ਚਲਾਈਆਂ ਜਾ ਰਹੀਆਂ ਹਨ ਅਤੇ ਇਨ੍ਹਾਂ ਯੋਜਨਾਵਾਂ ਦਾ ਲਾਭ ਹਰ ਲੋੜਵੰਦ ਤੱਕ ਪਹੁੰਚਾਇਆ ਜਾ ਰਿਹਾ ਹੈ। ਜ਼ਿਲ੍ਹਾ ਪ੍ਰਸ਼ਾਸਨ ਵੱਲੋਂ ਮੰਡੀਆਂ ਵਿੱਚ ਕਣਕ ਦੀ ਖਰੀਦ ਦੇ ਪੁਖਤਾ ਪ੍ਰਬੰਧ ਕੀਤੇ ਗਏ ਹਨ। ਕਿਸਾਨਾਂ ਨੂੰ ਕਿਸੇ ਕਿਸਮ ਦੀ ਮੁਸ਼ਕਿਲ ਨਹੀਂ ਆਉਣ ਦਿੱਤੀ ਜਾਵੇਗੀ। ਪੰਜਾਬ ਸਰਕਾਰ ਵੱਲੋਂ ਪੰਜਾਬ ਦੇ ਕਿਸਾਨਾਂ ਦੀ ਭਲਾਈ ਲਈ ਅਨੇਕਾਂ ਯੋਜਨਾਵਾਂ ਚਲਾਈਆਂ ਜਾ ਰਹੀਆਂ ਹਨ ਅਤੇ ਇਨ੍ਹਾਂ ਯੋਜਨਾਵਾਂ ਦਾ ਲਾਭ ਹਰ ਲੋੜਵੰਦ ਤੱਕ ਪਹੁੰਚਾਇਆ ਜਾ ਰਿਹਾ ਹੈ। ਜ਼ਿਲ੍ਹਾ ਪ੍ਰਸ਼ਾਸਨ ਵੱਲੋਂ ਮੰਡੀਆਂ ਵਿੱਚ ਕਣਕ ਦੀ ਖਰੀਦ ਦੇ ਪੁਖਤਾ ਪ੍ਰਬੰਧ ਕੀਤੇ ਗਏ ਹਨ। ਕਿਸਾਨਾਂ ਨੂੰ ਕਿਸੇ ਕਿਸਮ ਦੀ ਮੁਸ਼ਕਿਲ ਨਹੀਂ ਆਉਣ ਦਿੱਤੀ ਜਾਵੇਗੀ। ਪੰਜਾਬ ਸਰਕਾਰ ਵੱਲੋਂ ਪੰਜਾਬ ਦੇ ਕਿਸਾਨਾਂ ਦੀ ਭਲਾਈ ਲਈ ਅਨੇਕਾਂ ਯੋਜਨਾਵਾਂ ਚਲਾਈਆਂ ਜਾ ਰਹੀਆਂ ਹਨ ਅਤੇ ਇਨ੍ਹਾਂ ਯੋਜਨਾਵਾਂ ਦਾ ਲਾਭ ਹਰ ਲੋੜਵੰਦ ਤੱਕ ਪਹੁੰਚਾਇਆ ਜਾ ਰਿਹਾ ਹੈ। ਜ਼ਿਲ੍ਹਾ ਪ੍ਰਸ਼ਾਸਨ ਵੱਲੋਂ ਮੰਡੀਆਂ ਵਿੱਚ ਕਣਕ ਦੀ ਖਰੀਦ ਦੇ ਪੁਖਤਾ ਪ੍ਰਬੰਧ ਕੀਤੇ ਗਏ ਹਨ। ਕਿਸਾਨਾਂ ਨੂੰ ਕਿਸੇ ਕਿਸਮ ਦੀ ਮੁਸ਼ਕਿਲ ਨਹੀਂ ਆਉਣ ਦਿੱਤੀ ਜਾਵੇਗੀ। ਪੰਜਾਬ ਸਰਕਾਰ ਵੱਲੋਂ ਪੰਜਾਬ ਦੇ ਕਿਸਾਨਾਂ ਦੀ ਭਲਾਈ ਲਈ ਅਨੇਕਾਂ ਯੋਜਨਾਵਾਂ ਚਲਾਈਆਂ ਜਾ ਰਹੀਆਂ ਹਨ ਅਤੇ ਇਨ੍ਹਾਂ ਯੋਜਨਾਵਾਂ ਦਾ ਲਾਭ ਹਰ ਲੋੜਵੰਦ ਤੱਕ ਪਹੁੰਚਾਇਆ ਜਾ ਰਿਹਾ ਹੈ। ਜ਼ਿਲ੍ਹਾ ਪ੍ਰਸ਼ਾਸਨ ਵੱਲੋਂ ਮੰਡੀਆਂ ਵਿੱਚ ਕਣਕ ਦੀ ਖਰੀਦ ਦੇ ਪੁਖਤਾ ਪ੍ਰਬੰਧ ਕੀਤੇ ਗਏ ਹਨ। ਕਿਸਾਨਾਂ ਨੂੰ ਕਿਸੇ ਕਿਸਮ ਦੀ ਮੁਸ਼ਕਿਲ ਨਹੀਂ ਆਉਣ ਦਿੱਤੀ ਜਾਵੇਗੀ। [106,674,159,796]
body-text: ਪੰਜਾਬ ਸਰਕਾਰ ਵੱਲੋਂ ਪੰਜਾਬ ਦੇ ਕਿਸਾਨਾਂ ਦੀ ਭਲਾਈ ਲਈ ਅਨੇਕਾਂ ਯੋਜਨਾਵਾਂ ਚਲਾਈਆਂ ਜਾ ਰਹੀਆਂ ਹਨ ਅਤੇ ਇਨ੍ਹਾਂ ਯੋਜਨਾਵਾਂ ਦਾ ਲਾਭ ਹਰ ਲੋੜਵੰਦ ਤੱਕ ਪਹੁੰਚਾਇਆ ਜਾ ਰਿਹਾ ਹੈ। ਜ਼ਿਲ੍ਹਾ ਪ੍ਰਸ਼ਾਸਨ ਵੱਲੋਂ ਮੰਡੀਆਂ ਵਿੱਚ ਕਣਕ ਦੀ ਖਰੀਦ ਦੇ ਪੁਖਤਾ ਪ੍ਰਬੰਧ ਕੀਤੇ ਗਏ ਹਨ। ਕਿਸਾਨਾਂ ਨੂੰ ਕਿਸੇ ਕਿਸਮ ਦੀ ਮੁਸ਼ਕਿਲ ਨਹੀਂ ਆਉਣ ਦਿੱਤੀ ਜਾਵੇਗੀ। ਪੰਜਾਬ ਸਰਕਾਰ ਵੱਲੋਂ ਪੰਜਾਬ ਦੇ ਕਿਸਾਨਾਂ ਦੀ ਭਲਾਈ ਲਈ ਅਨੇਕਾਂ ਯੋਜਨਾਵਾਂ ਚਲਾਈਆਂ ਜਾ ਰਹੀਆਂ ਹਨ ਅਤੇ ਇਨ੍ਹਾਂ ਯੋਜਨਾਵਾਂ ਦਾ ਲਾਭ ਹਰ ਲੋੜਵੰਦ ਤੱਕ ਪਹੁੰਚਾਇਆ ਜਾ ਰਿਹਾ ਹੈ। ਜ਼ਿਲ੍ਹਾ ਪ੍ਰਸ਼ਾਸਨ ਵੱਲੋਂ ਮੰਡੀਆਂ ਵਿੱਚ ਕਣਕ ਦੀ ਖਰੀਦ ਦੇ ਪੁਖਤਾ ਪ੍ਰਬੰਧ ਕੀਤੇ ਗਏ ਹਨ। ਕਿਸਾਨਾਂ ਨੂੰ ਕਿਸੇ ਕਿਸਮ ਦੀ ਮੁਸ਼ਕਿਲ ਨਹੀਂ ਆਉਣ ਦਿੱਤੀ ਜਾਵੇਗੀ। ਪੰਜਾਬ ਸਰਕਾਰ ਵੱਲੋਂ ਪੰਜਾਬ ਦੇ ਕਿਸਾਨਾਂ ਦੀ ਭਲਾਈ ਲਈ ਅਨੇਕਾਂ ਯੋਜਨਾਵਾਂ ਚਲਾਈਆਂ ਜਾ ਰਹੀਆਂ ਹਨ ਅਤੇ ਇਨ੍ਹਾਂ ਯੋਜਨਾਵਾਂ ਦਾ ਲਾਭ ਹਰ ਲੋੜਵੰਦ ਤੱਕ ਪਹੁੰਚਾਇਆ ਜਾ ਰਿਹਾ ਹੈ। ਜ਼ਿਲ੍ਹਾ ਪ੍ਰਸ਼ਾਸਨ ਵੱਲੋਂ ਮੰਡੀਆਂ ਵਿੱਚ ਕਣਕ ਦੀ ਖਰੀਦ ਦੇ ਪੁਖਤਾ ਪ੍ਰਬੰਧ ਕੀਤੇ ਗਏ ਹਨ। ਕਿਸਾਨਾਂ ਨੂੰ ਕਿਸੇ ਕਿਸਮ ਦੀ ਮੁਸ਼ਕਿਲ ਨਹੀਂ ਆਉਣ ਦਿੱਤੀ ਜਾਵੇਗੀ। ਪੰਜਾਬ ਸਰਕਾਰ ਵੱਲੋਂ ਪੰਜਾਬ ਦੇ ਕਿਸਾਨਾਂ ਦੀ ਭਲਾਈ ਲਈ ਅਨੇਕਾਂ ਯੋਜਨਾਵਾਂ ਚਲਾਈਆਂ ਜਾ ਰਹੀਆਂ ਹਨ ਅਤੇ ਇਨ੍ਹਾਂ ਯੋਜਨਾਵਾਂ ਦਾ ਲਾਭ ਹਰ ਲੋੜਵੰਦ ਤੱਕ ਪਹੁੰਚਾਇਆ ਜਾ ਰਿਹਾ ਹੈ। ਜ਼ਿਲ੍ਹਾ ਪ੍ਰਸ਼ਾਸਨ ਵੱਲੋਂ ਮੰਡੀਆਂ ਵਿੱਚ ਕਣਕ ਦੀ ਖਰੀਦ ਦੇ ਪੁਖਤਾ ਪ੍ਰਬੰਧ ਕੀਤੇ ਗਏ ਹਨ। ਕਿਸਾਨਾਂ ਨੂੰ ਕਿਸੇ ਕਿਸਮ ਦੀ ਮੁਸ਼ਕਿਲ ਨਹੀਂ ਆਉਣ ਦਿੱਤੀ ਜਾਵੇਗੀ। ਪੰਜਾਬ ਸਰਕਾਰ ਵੱਲੋਂ ਪੰਜਾਬ ਦੇ ਕਿਸਾਨਾਂ ਦੀ ਭਲਾਈ ਲਈ ਅਨੇਕਾਂ ਯੋਜਨਾਵਾਂ ਚਲਾਈਆਂ ਜਾ ਰਹੀਆਂ ਹਨ ਅਤੇ ਇਨ੍ਹਾਂ ਯੋਜਨਾਵਾਂ ਦਾ ਲਾਭ ਹਰ ਲੋੜਵੰਦ ਤੱਕ ਪਹੁੰਚਾਇਆ ਜਾ ਰਿਹਾ ਹੈ। ਜ਼ਿਲ੍ਹਾ ਪ੍ਰਸ਼ਾਸਨ ਵੱਲੋਂ ਮੰਡੀਆਂ ਵਿੱਚ ਕਣਕ ਦੀ ਖਰੀਦ ਦੇ ਪੁਖਤਾ ਪ੍ਰਬੰਧ ਕੀਤੇ ਗਏ ਹਨ। ਕਿਸਾਨਾਂ ਨੂੰ ਕਿਸੇ ਕਿਸਮ ਦੀ ਮੁਸ਼ਕਿਲ ਨਹੀਂ ਆਉਣ ਦਿੱਤੀ ਜਾਵੇਗੀ। ਪੰਜਾਬ ਸਰਕਾਰ ਵੱਲੋਂ ਪੰਜਾਬ ਦੇ ਕਿਸਾਨਾਂ ਦੀ ਭਲਾਈ ਲਈ ਅਨੇਕਾਂ ਯੋਜਨਾਵਾਂ ਚਲਾਈਆਂ ਜਾ ਰਹੀਆਂ ਹਨ ਅਤੇ ਇਨ੍ਹਾਂ ਯੋਜਨਾਵਾਂ ਦਾ ਲਾਭ ਹਰ ਲੋੜਵੰਦ ਤੱਕ ਪਹੁੰਚਾਇਆ ਜਾ ਰਿਹਾ ਹੈ। ਜ਼ਿਲ੍ਹਾ ਪ੍ਰਸ਼ਾਸਨ ਵੱਲੋਂ ਮੰਡੀਆਂ ਵਿੱਚ ਕਣਕ ਦੀ ਖਰੀਦ ਦੇ ਪੁਖਤਾ ਪ੍ਰਬੰਧ ਕੀਤੇ ਗਏ ਹਨ। ਕਿਸਾਨਾਂ ਨੂੰ ਕਿਸੇ ਕਿਸਮ ਦੀ ਮੁਸ਼ਕਿਲ ਨਹੀਂ ਆਉਣ ਦਿੱਤੀ ਜਾਵੇਗੀ। [3,419,57,542]
event-photo [306,58,369,158]
protest-photo [318,291,428,351]
body-text: ਪੰਜਾਬ ਸਰਕਾਰ ਵੱਲੋਂ ਪੰਜਾਬ ਦੇ ਕਿਸਾਨਾਂ ਦੀ ਭਲਾਈ ਲਈ ਅਨੇਕਾਂ ਯੋਜਨਾਵਾਂ ਚਲਾਈਆਂ ਜਾ ਰਹੀਆਂ ਹਨ ਅਤੇ ਇਨ੍ਹਾਂ ਯੋਜਨਾਵਾਂ ਦਾ ਲਾਭ ਹਰ ਲੋੜਵੰਦ ਤੱਕ ਪਹੁੰਚਾਇਆ ਜਾ ਰਿਹਾ ਹੈ। ਜ਼ਿਲ੍ਹਾ ਪ੍ਰਸ਼ਾਸਨ ਵੱਲੋਂ ਮੰਡੀਆਂ ਵਿੱਚ ਕਣਕ ਦੀ ਖਰੀਦ ਦੇ ਪੁਖਤਾ ਪ੍ਰਬੰਧ ਕੀਤੇ ਗਏ ਹਨ। ਕਿਸਾਨਾਂ ਨੂੰ ਕਿਸੇ ਕਿਸਮ ਦੀ ਮੁਸ਼ਕਿਲ ਨਹੀਂ ਆਉਣ ਦਿੱਤੀ ਜਾਵੇਗੀ। ਪੰਜਾਬ ਸਰਕਾਰ ਵੱਲੋਂ ਪੰਜਾਬ ਦੇ ਕਿਸਾਨਾਂ ਦੀ ਭਲਾਈ ਲਈ ਅਨੇਕਾਂ ਯੋਜਨਾਵਾਂ ਚਲਾਈਆਂ ਜਾ ਰਹੀਆਂ ਹਨ ਅਤੇ ਇਨ੍ਹਾਂ ਯੋਜਨਾਵਾਂ ਦਾ ਲਾਭ ਹਰ ਲੋੜਵੰਦ ਤੱਕ ਪਹੁੰਚਾਇਆ ਜਾ ਰਿਹਾ ਹੈ। ਜ਼ਿਲ੍ਹਾ ਪ੍ਰਸ਼ਾਸਨ ਵੱਲੋਂ ਮੰਡੀਆਂ ਵਿੱਚ ਕਣਕ ਦੀ ਖਰੀਦ ਦੇ ਪੁਖਤਾ ਪ੍ਰਬੰਧ ਕੀਤੇ ਗਏ ਹਨ। ਕਿਸਾਨਾਂ ਨੂੰ ਕਿਸੇ ਕਿਸਮ ਦੀ ਮੁਸ਼ਕਿਲ ਨਹੀਂ ਆਉਣ ਦਿੱਤੀ ਜਾਵੇਗੀ। ਪੰਜਾਬ ਸਰਕਾਰ ਵੱਲੋਂ ਪੰਜਾਬ ਦੇ ਕਿਸਾਨਾਂ ਦੀ ਭਲਾਈ ਲਈ ਅਨੇਕਾਂ ਯੋਜਨਾਵਾਂ ਚਲਾਈਆਂ ਜਾ ਰਹੀਆਂ ਹਨ ਅਤੇ ਇਨ੍ਹਾਂ ਯੋਜਨਾਵਾਂ ਦਾ ਲਾਭ ਹਰ ਲੋੜਵੰਦ ਤੱਕ ਪਹੁੰਚਾਇਆ ਜਾ ਰਿਹਾ ਹੈ। ਜ਼ਿਲ੍ਹਾ ਪ੍ਰਸ਼ਾਸਨ ਵੱਲੋਂ ਮੰਡੀਆਂ ਵਿੱਚ ਕਣਕ ਦੀ ਖਰੀਦ ਦੇ ਪੁਖਤਾ ਪ੍ਰਬੰਧ ਕੀਤੇ ਗਏ ਹਨ। ਕਿਸਾਨਾਂ ਨੂੰ ਕਿਸੇ ਕਿਸਮ ਦੀ ਮੁਸ਼ਕਿਲ ਨਹੀਂ ਆਉਣ ਦਿੱਤੀ ਜਾਵੇਗੀ। ਪੰਜਾਬ ਸਰਕਾਰ ਵੱਲੋਂ ਪੰਜਾਬ ਦੇ ਕਿਸਾਨਾਂ ਦੀ ਭਲਾਈ ਲਈ ਅਨੇਕਾਂ ਯੋਜਨਾਵਾਂ ਚਲਾਈਆਂ ਜਾ ਰਹੀਆਂ ਹਨ ਅਤੇ ਇਨ੍ਹਾਂ ਯੋਜਨਾਵਾਂ ਦਾ ਲਾਭ ਹਰ ਲੋੜਵੰਦ ਤੱਕ ਪਹੁੰਚਾਇਆ ਜਾ ਰਿਹਾ ਹੈ। ਜ਼ਿਲ੍ਹਾ ਪ੍ਰਸ਼ਾਸਨ ਵੱਲੋਂ ਮੰਡੀਆਂ ਵਿੱਚ ਕਣਕ ਦੀ ਖਰੀਦ ਦੇ ਪੁਖਤਾ ਪ੍ਰਬੰਧ ਕੀਤੇ ਗਏ ਹਨ। ਕਿਸਾਨਾਂ ਨੂੰ ਕਿਸੇ ਕਿਸਮ ਦੀ ਮੁਸ਼ਕਿਲ ਨਹੀਂ [60,480,120,550]
headline-smart-school: ਸਮਾਰਟ ਸਕੂਲ ਦੁਆਰਿਆਂ ਦੇ ਸਿਲਾਨ ਸਮਾਗਮ ਨੇ ਪਾਈਆਂ ਧੂਮਾਂ, ਜਸ਼ਨਾਂ ਦੀਆਂ ਤਾੜੀਆਂ ਨਾਲ ਗੂੰਜਣ ਲਾਇਆ ਪੰਡਾਲ [309,25,495,43]
body-text: ਪੰਜਾਬ ਸਰਕਾਰ ਵੱਲੋਂ ਪੰਜਾਬ ਦੇ ਕਿਸਾਨਾਂ ਦੀ ਭਲਾਈ ਲਈ ਅਨੇਕਾਂ ਯੋਜਨਾਵਾਂ ਚਲਾਈਆਂ ਜਾ ਰਹੀਆਂ ਹਨ ਅਤੇ ਇਨ੍ਹਾਂ ਯੋਜਨਾਵਾਂ ਦਾ ਲਾਭ ਹਰ ਲੋੜਵੰਦ ਤੱਕ ਪਹੁੰਚਾਇਆ ਜਾ ਰਿਹਾ ਹੈ। ਜ਼ਿਲ੍ਹਾ ਪ੍ਰਸ਼ਾਸਨ ਵੱਲੋਂ ਮੰਡੀਆਂ ਵਿੱਚ ਕਣਕ ਦੀ ਖਰੀਦ ਦੇ ਪੁਖਤਾ ਪ੍ਰਬੰਧ ਕੀਤੇ ਗਏ ਹਨ। ਕਿਸਾਨਾਂ ਨੂੰ ਕਿਸੇ ਕਿਸਮ ਦੀ ਮੁਸ਼ਕਿਲ ਨਹੀਂ ਆਉਣ ਦਿੱਤੀ ਜਾਵੇਗੀ। ਪੰਜਾਬ ਸਰਕਾਰ ਵੱਲੋਂ ਪੰਜਾਬ ਦੇ ਕਿਸਾਨਾਂ ਦੀ ਭਲਾਈ ਲਈ ਅਨੇਕਾਂ ਯੋਜਨਾਵਾਂ ਚਲਾਈਆਂ ਜਾ ਰਹੀਆਂ ਹਨ ਅਤੇ ਇਨ੍ਹਾਂ ਯੋਜਨਾਵਾਂ ਦਾ ਲਾਭ ਹਰ ਲੋੜਵੰਦ ਤੱਕ ਪਹੁੰਚਾਇਆ ਜਾ ਰਿਹਾ ਹੈ। ਜ਼ਿਲ੍ਹਾ ਪ੍ਰਸ਼ਾਸਨ ਵੱਲੋਂ ਮੰਡੀਆਂ ਵਿੱਚ ਕਣਕ ਦੀ ਖਰੀਦ ਦੇ ਪੁਖਤਾ ਪ੍ਰਬੰਧ ਕੀਤੇ ਗਏ ਹਨ। ਕਿਸਾਨਾਂ ਨੂੰ ਕਿਸੇ ਕਿਸਮ ਦੀ ਮੁਸ਼ਕਿਲ ਨਹੀਂ ਆਉਣ ਦਿੱਤੀ ਜਾਵੇਗੀ। ਪੰਜਾਬ ਸਰਕਾਰ ਵੱਲੋਂ ਪੰਜਾਬ ਦੇ ਕਿਸਾਨਾਂ ਦੀ ਭਲਾਈ ਲਈ ਅਨੇਕਾਂ ਯੋਜਨਾਵਾਂ ਚਲਾਈਆਂ ਜਾ ਰਹੀਆਂ ਹਨ ਅਤੇ ਇਨ੍ਹਾਂ ਯੋਜਨਾਵਾਂ ਦਾ ਲਾਭ ਹਰ ਲੋੜਵੰਦ ਤੱਕ ਪਹੁੰਚਾਇਆ ਜਾ ਰਿਹਾ ਹੈ। ਜ਼ਿਲ੍ਹਾ ਪ੍ਰਸ਼ਾਸਨ ਵੱਲੋਂ ਮੰਡੀਆਂ ਵਿੱਚ ਕਣਕ ਦੀ ਖਰੀਦ ਦੇ ਪੁਖਤਾ ਪ੍ਰਬੰਧ ਕੀਤੇ ਗਏ ਹਨ। ਕਿਸਾਨਾਂ ਨੂੰ ਕਿਸੇ ਕਿਸਮ ਦੀ ਮੁਸ਼ਕਿਲ ਨਹੀਂ ਆਉਣ ਦਿੱਤੀ ਜਾਵੇਗੀ। ਪੰਜਾਬ ਸਰਕਾਰ ਵੱਲੋਂ ਪੰਜਾਬ ਦੇ ਕਿਸਾਨਾਂ ਦੀ ਭਲਾਈ ਲਈ ਅਨੇਕਾਂ ਯੋਜਨਾਵਾਂ ਚਲਾਈਆਂ ਜਾ ਰਹੀਆਂ ਹਨ ਅਤੇ ਇਨ੍ਹਾਂ ਯੋਜਨਾਵਾਂ ਦਾ ਲਾਭ ਹਰ ਲੋੜਵੰਦ ਤੱਕ ਪਹੁੰਚਾਇਆ ਜਾ ਰਿਹਾ ਹੈ। ਜ਼ਿਲ੍ਹਾ ਪ੍ਰਸ਼ਾਸਨ ਵੱਲੋਂ ਮੰਡੀਆਂ ਵਿੱਚ ਕਣਕ ਦੀ ਖਰੀਦ ਦੇ ਪੁਖਤਾ ਪ੍ਰਬੰਧ ਕੀਤੇ ਗਏ ਹਨ। ਕਿਸਾਨਾਂ ਨੂੰ ਕਿਸੇ ਕਿਸਮ ਦੀ ਮੁਸ਼ਕਿਲ ਨਹੀਂ ਆਉਣ ਦਿੱਤੀ ਜਾਵੇਗੀ। ਪੰਜਾਬ ਸਰਕਾਰ ਵੱਲੋਂ ਪੰਜਾਬ ਦੇ ਕਿਸਾਨਾਂ [281,589,341,664]
body-text: ਪੰਜਾਬ ਸਰਕਾਰ ਵੱਲੋਂ ਪੰਜਾਬ ਦੇ ਕਿਸਾਨਾਂ ਦੀ ਭਲਾਈ ਲਈ ਅਨੇਕਾਂ ਯੋਜਨਾਵਾਂ ਚਲਾਈਆਂ ਜਾ ਰਹੀਆਂ ਹਨ ਅਤੇ ਇਨ੍ਹਾਂ ਯੋਜਨਾਵਾਂ ਦਾ ਲਾਭ ਹਰ ਲੋੜਵੰਦ ਤੱਕ ਪਹੁੰਚਾਇਆ ਜਾ ਰਿਹਾ ਹੈ। ਜ਼ਿਲ੍ਹਾ ਪ੍ਰਸ਼ਾਸਨ ਵੱਲੋਂ ਮੰਡੀਆਂ ਵਿੱਚ ਕਣਕ ਦੀ ਖਰੀਦ ਦੇ ਪੁਖਤਾ ਪ੍ਰਬੰਧ ਕੀਤੇ ਗਏ ਹਨ। ਕਿਸਾਨਾਂ ਨੂੰ ਕਿਸੇ ਕਿਸਮ ਦੀ ਮੁਸ਼ਕਿਲ ਨਹੀਂ ਆਉਣ ਦਿੱਤੀ ਜਾਵੇਗੀ। ਪੰਜਾਬ ਸਰਕਾਰ ਵੱਲੋਂ ਪੰਜਾਬ ਦੇ ਕਿਸਾਨਾਂ ਦੀ ਭਲਾਈ ਲਈ ਅਨੇਕਾਂ ਯੋਜਨਾਵਾਂ ਚਲਾਈਆਂ ਜਾ ਰਹੀਆਂ ਹਨ ਅਤੇ ਇਨ੍ਹਾਂ ਯੋਜਨਾਵਾਂ ਦਾ ਲਾਭ ਹਰ ਲੋੜਵੰਦ ਤੱਕ ਪਹੁੰਚਾਇਆ ਜਾ ਰਿਹਾ ਹੈ। ਜ਼ਿਲ੍ਹਾ ਪ੍ਰਸ਼ਾਸਨ ਵੱਲੋਂ ਮੰਡੀਆਂ ਵਿੱਚ ਕਣਕ ਦੀ ਖਰੀਦ ਦੇ ਪੁਖਤਾ ਪ੍ਰਬੰਧ ਕੀਤੇ ਗਏ ਹਨ। ਕਿਸਾਨਾਂ ਨੂੰ ਕਿਸੇ ਕਿਸਮ ਦੀ ਮੁਸ਼ਕਿਲ ਨਹੀਂ ਆਉਣ ਦਿੱਤੀ ਜਾਵੇਗੀ। ਪੰਜਾਬ ਸਰਕਾਰ ਵੱਲੋਂ ਪੰਜਾਬ ਦੇ ਕਿਸਾਨਾਂ ਦੀ ਭਲਾਈ ਲਈ ਅਨੇਕਾਂ ਯੋਜਨਾਵਾਂ ਚਲਾਈਆਂ ਜਾ ਰਹੀਆਂ ਹਨ ਅਤੇ ਇਨ੍ਹਾਂ ਯੋਜਨਾਵਾਂ ਦਾ ਲਾਭ ਹਰ ਲੋੜਵੰਦ ਤੱਕ ਪਹੁੰਚਾਇਆ ਜਾ ਰਿਹਾ ਹੈ। ਜ਼ਿਲ੍ਹਾ ਪ੍ਰਸ਼ਾਸਨ ਵੱਲੋਂ ਮੰਡੀਆਂ ਵਿੱਚ ਕਣਕ ਦੀ ਖਰੀਦ ਦੇ ਪੁਖਤਾ ਪ੍ਰਬੰਧ ਕੀਤੇ ਗਏ ਹਨ। ਕਿਸਾਨਾਂ ਨੂੰ ਕਿਸੇ ਕਿਸਮ ਦੀ ਮੁਸ਼ਕਿਲ ਨਹੀਂ ਆਉਣ ਦਿੱਤੀ ਜਾਵੇਗੀ। ਪੰਜਾਬ ਸਰਕਾਰ ਵੱਲੋਂ ਪੰਜਾਬ ਦੇ [313,482,364,550]
portrait-photo [84,272,120,312]
